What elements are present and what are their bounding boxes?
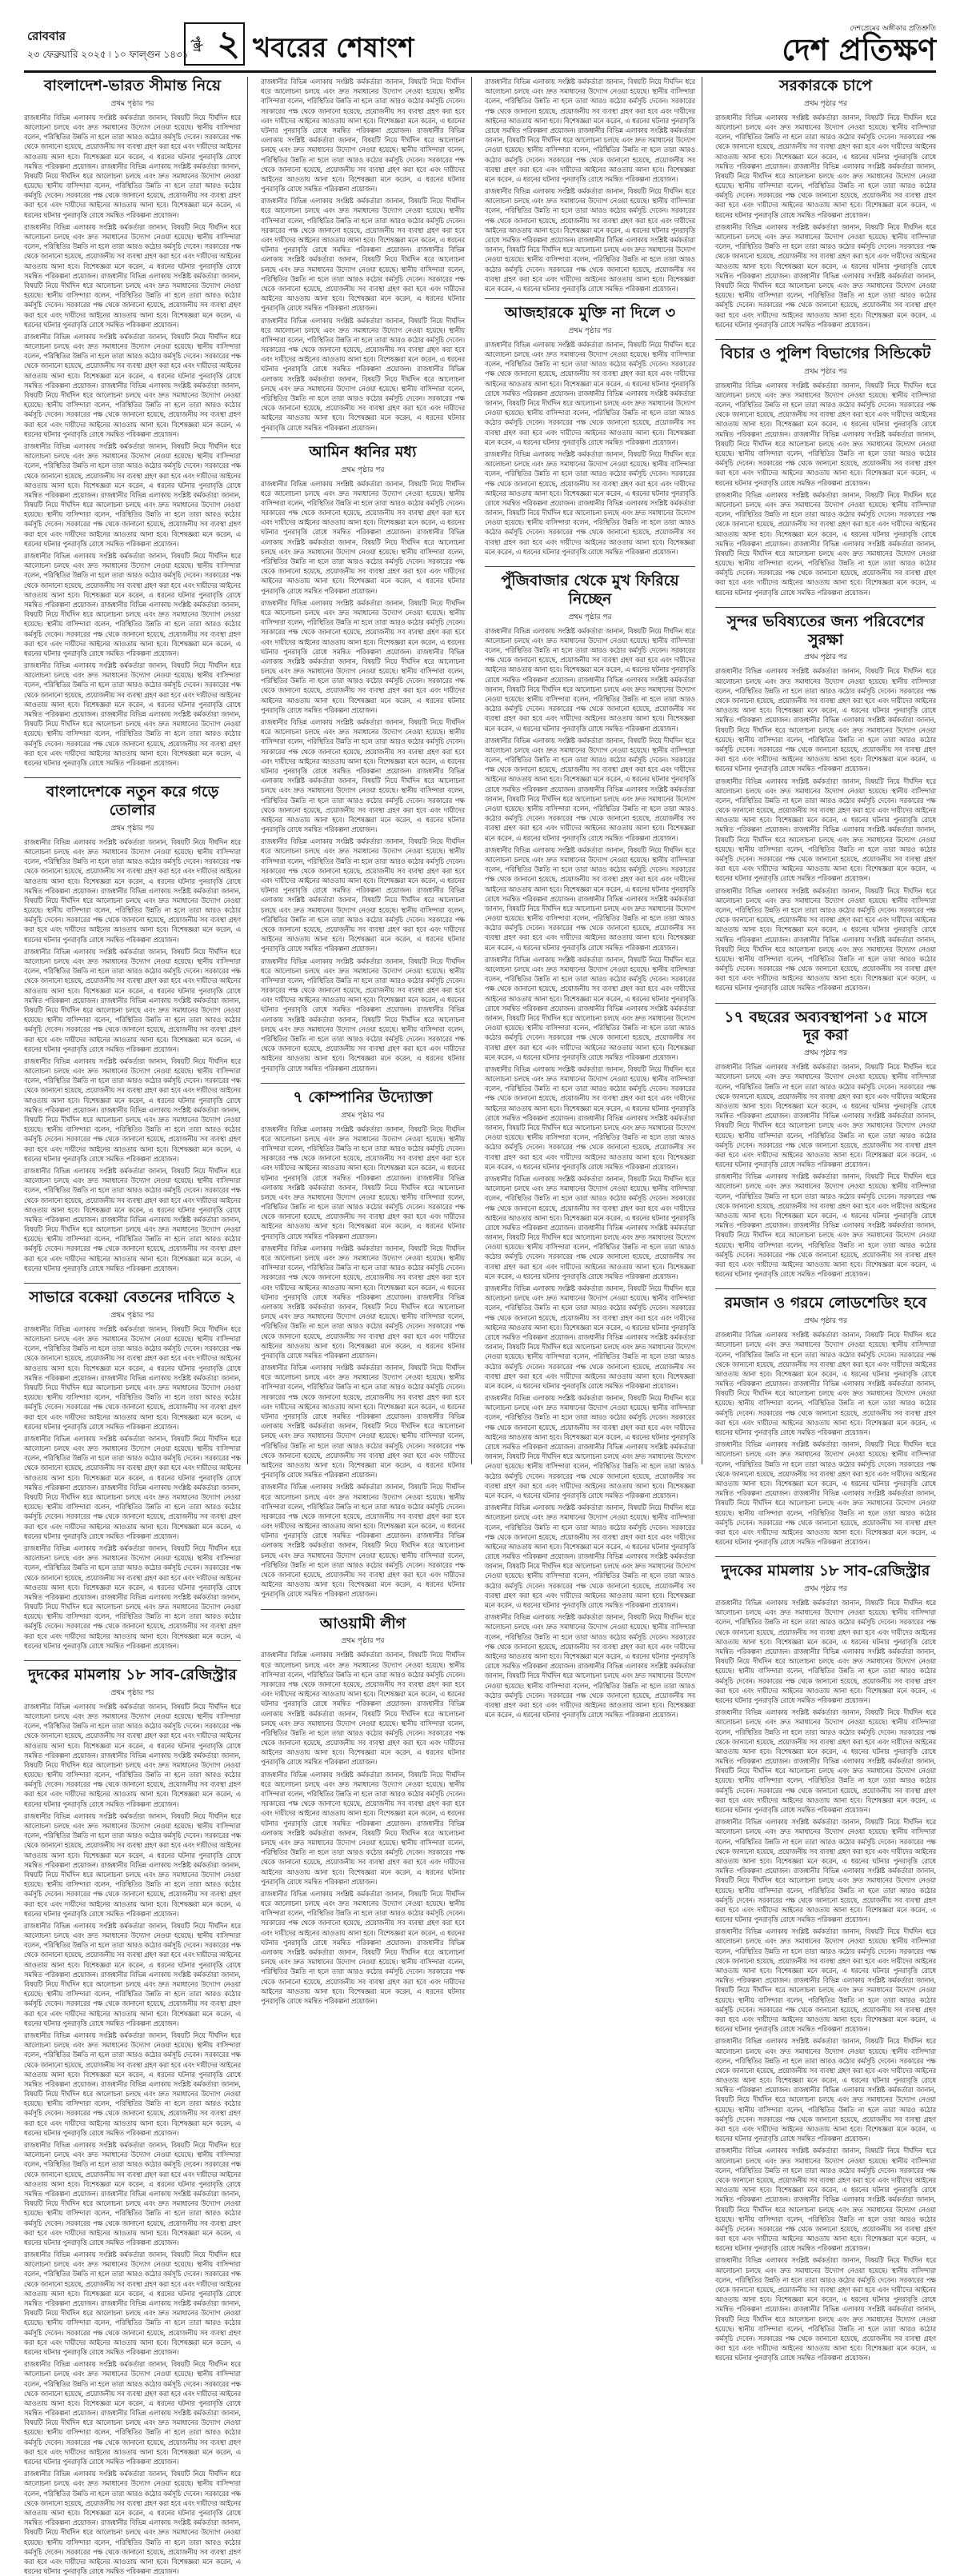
article-text: রাজধানীর বিভিন্ন এলাকায় সংশ্লিষ্ট কর্মকর্তারা জানান, বিষয়টি নিয়ে দীর্ঘদিন ধরে আলোচনা চলছে এবং দ্রুত সমাধানের উদ্যোগ নেওয়া হয়েছে। স্থানীয় বাসিন্দারা বলেন, পরিস্থিতির উন্নতি না হলে তারা আরও কঠোর কর্মসূচি দেবেন। সরকারের পক্ষ থেকে জানানো হয়েছে, প্রয়োজনীয় সব ব্যবস্থা গ্রহণ করা হবে এবং দায়ীদের আইনের আওতায় আনা হবে। বিশেষজ্ঞরা মনে করেন, এ ধরনের ঘটনার পুনরাবৃত্তি রোধে সমন্বিত পরিকল্পনা প্রয়োজন। রাজধানীর বিভিন্ন এলাকায় সংশ্লিষ্ট কর্মকর্তারা জানান, বিষয়টি নিয়ে দীর্ঘদিন ধরে আলোচনা চলছে এবং দ্রুত সমাধানের উদ্যোগ নেওয়া হয়েছে। স্থানীয় বাসিন্দারা বলেন, পরিস্থিতির উন্নতি না হলে তারা আরও কঠোর কর্মসূচি দেবেন। সরকারের পক্ষ থেকে জানানো হয়েছে, প্রয়োজনীয় সব ব্যবস্থা গ্রহণ করা হবে এবং দায়ীদের আইনের আওতায় আনা হবে। বিশেষজ্ঞরা মনে করেন, এ ধরনের ঘটনার পুনরাবৃত্তি রোধে সমন্বিত পরিকল্পনা প্রয়োজন।: [715, 667, 936, 773]
article-text: রাজধানীর বিভিন্ন এলাকায় সংশ্লিষ্ট কর্মকর্তারা জানান, বিষয়টি নিয়ে দীর্ঘদিন ধরে আলোচনা চলছে এবং দ্রুত সমাধানের উদ্যোগ নেওয়া হয়েছে। স্থানীয় বাসিন্দারা বলেন, পরিস্থিতির উন্নতি না হলে তারা আরও কঠোর কর্মসূচি দেবেন। সরকারের পক্ষ থেকে জানানো হয়েছে, প্রয়োজনীয় সব ব্যবস্থা গ্রহণ করা হবে এবং দায়ীদের আইনের আওতায় আনা হবে। বিশেষজ্ঞরা মনে করেন, এ ধরনের ঘটনার পুনরাবৃত্তি রোধে সমন্বিত পরিকল্পনা প্রয়োজন। রাজধানীর বিভিন্ন এলাকায় সংশ্লিষ্ট কর্মকর্তারা জানান, বিষয়টি নিয়ে দীর্ঘদিন ধরে আলোচনা চলছে এবং দ্রুত সমাধানের উদ্যোগ নেওয়া হয়েছে। স্থানীয় বাসিন্দারা বলেন, পরিস্থিতির উন্নতি না হলে তারা আরও কঠোর কর্মসূচি দেবেন। সরকারের পক্ষ থেকে জানানো হয়েছে, প্রয়োজনীয় সব ব্যবস্থা গ্রহণ করা হবে এবং দায়ীদের আইনের আওতায় আনা হবে। বিশেষজ্ঞরা মনে করেন, এ ধরনের ঘটনার পুনরাবৃত্তি রোধে সমন্বিত পরিকল্পনা প্রয়োজন।: [24, 837, 241, 944]
article-text: রাজধানীর বিভিন্ন এলাকায় সংশ্লিষ্ট কর্মকর্তারা জানান, বিষয়টি নিয়ে দীর্ঘদিন ধরে আলোচনা চলছে এবং দ্রুত সমাধানের উদ্যোগ নেওয়া হয়েছে। স্থানীয় বাসিন্দারা বলেন, পরিস্থিতির উন্নতি না হলে তারা আরও কঠোর কর্মসূচি দেবেন। সরকারের পক্ষ থেকে জানানো হয়েছে, প্রয়োজনীয় সব ব্যবস্থা গ্রহণ করা হবে এবং দায়ীদের আইনের আওতায় আনা হবে। বিশেষজ্ঞরা মনে করেন, এ ধরনের ঘটনার পুনরাবৃত্তি রোধে সমন্বিত পরিকল্পনা প্রয়োজন। রাজধানীর বিভিন্ন এলাকায় সংশ্লিষ্ট কর্মকর্তারা জানান, বিষয়টি নিয়ে দীর্ঘদিন ধরে আলোচনা চলছে এবং দ্রুত সমাধানের উদ্যোগ নেওয়া হয়েছে। স্থানীয় বাসিন্দারা বলেন, পরিস্থিতির উন্নতি না হলে তারা আরও কঠোর কর্মসূচি দেবেন। সরকারের পক্ষ থেকে জানানো হয়েছে, প্রয়োজনীয় সব ব্যবস্থা গ্রহণ করা হবে এবং দায়ীদের আইনের আওতায় আনা হবে। বিশেষজ্ঞরা মনে করেন, এ ধরনের ঘটনার পুনরাবৃত্তি রোধে সমন্বিত পরিকল্পনা প্রয়োজন।: [485, 340, 695, 446]
issue-date: ২৩ ফেব্রুয়ারি ২০২৫ ৷ ১০ ফাল্গুন ১৪৩১: [27, 49, 189, 60]
article-text: রাজধানীর বিভিন্ন এলাকায় সংশ্লিষ্ট কর্মকর্তারা জানান, বিষয়টি নিয়ে দীর্ঘদিন ধরে আলোচনা চলছে এবং দ্রুত সমাধানের উদ্যোগ নেওয়া হয়েছে। স্থানীয় বাসিন্দারা বলেন, পরিস্থিতির উন্নতি না হলে তারা আরও কঠোর কর্মসূচি দেবেন। সরকারের পক্ষ থেকে জানানো হয়েছে, প্রয়োজনীয় সব ব্যবস্থা গ্রহণ করা হবে এবং দায়ীদের আইনের আওতায় আনা হবে। বিশেষজ্ঞরা মনে করেন, এ ধরনের ঘটনার পুনরাবৃত্তি রোধে সমন্বিত পরিকল্পনা প্রয়োজন। রাজধানীর বিভিন্ন এলাকায় সংশ্লিষ্ট কর্মকর্তারা জানান, বিষয়টি নিয়ে দীর্ঘদিন ধরে আলোচনা চলছে এবং দ্রুত সমাধানের উদ্যোগ নেওয়া হয়েছে। স্থানীয় বাসিন্দারা বলেন, পরিস্থিতির উন্নতি না হলে তারা আরও কঠোর কর্মসূচি দেবেন। সরকারের পক্ষ থেকে জানানো হয়েছে, প্রয়োজনীয় সব ব্যবস্থা গ্রহণ করা হবে এবং দায়ীদের আইনের আওতায় আনা হবে। বিশেষজ্ঞরা মনে করেন, এ ধরনের ঘটনার পুনরাবৃত্তি রোধে সমন্বিত পরিকল্পনা প্রয়োজন।: [261, 718, 465, 834]
article-text: রাজধানীর বিভিন্ন এলাকায় সংশ্লিষ্ট কর্মকর্তারা জানান, বিষয়টি নিয়ে দীর্ঘদিন ধরে আলোচনা চলছে এবং দ্রুত সমাধানের উদ্যোগ নেওয়া হয়েছে। স্থানীয় বাসিন্দারা বলেন, পরিস্থিতির উন্নতি না হলে তারা আরও কঠোর কর্মসূচি দেবেন। সরকারের পক্ষ থেকে জানানো হয়েছে, প্রয়োজনীয় সব ব্যবস্থা গ্রহণ করা হবে এবং দায়ীদের আইনের আওতায় আনা হবে। বিশেষজ্ঞরা মনে করেন, এ ধরনের ঘটনার পুনরাবৃত্তি রোধে সমন্বিত পরিকল্পনা প্রয়োজন। রাজধানীর বিভিন্ন এলাকায় সংশ্লিষ্ট কর্মকর্তারা জানান, বিষয়টি নিয়ে দীর্ঘদিন ধরে আলোচনা চলছে এবং দ্রুত সমাধানের উদ্যোগ নেওয়া হয়েছে। স্থানীয় বাসিন্দারা বলেন, পরিস্থিতির উন্নতি না হলে তারা আরও কঠোর কর্মসূচি দেবেন। সরকারের পক্ষ থেকে জানানো হয়েছে, প্রয়োজনীয় সব ব্যবস্থা গ্রহণ করা হবে এবং দায়ীদের আইনের আওতায় আনা হবে। বিশেষজ্ঞরা মনে করেন, এ ধরনের ঘটনার পুনরাবৃত্তি রোধে সমন্বিত পরিকল্পনা প্রয়োজন।: [24, 1811, 241, 1918]
article-text: রাজধানীর বিভিন্ন এলাকায় সংশ্লিষ্ট কর্মকর্তারা জানান, বিষয়টি নিয়ে দীর্ঘদিন ধরে আলোচনা চলছে এবং দ্রুত সমাধানের উদ্যোগ নেওয়া হয়েছে। স্থানীয় বাসিন্দারা বলেন, পরিস্থিতির উন্নতি না হলে তারা আরও কঠোর কর্মসূচি দেবেন। সরকারের পক্ষ থেকে জানানো হয়েছে, প্রয়োজনীয় সব ব্যবস্থা গ্রহণ করা হবে এবং দায়ীদের আইনের আওতায় আনা হবে। বিশেষজ্ঞরা মনে করেন, এ ধরনের ঘটনার পুনরাবৃত্তি রোধে সমন্বিত পরিকল্পনা প্রয়োজন। রাজধানীর বিভিন্ন এলাকায় সংশ্লিষ্ট কর্মকর্তারা জানান, বিষয়টি নিয়ে দীর্ঘদিন ধরে আলোচনা চলছে এবং দ্রুত সমাধানের উদ্যোগ নেওয়া হয়েছে। স্থানীয় বাসিন্দারা বলেন, পরিস্থিতির উন্নতি না হলে তারা আরও কঠোর কর্মসূচি দেবেন। সরকারের পক্ষ থেকে জানানো হয়েছে, প্রয়োজনীয় সব ব্যবস্থা গ্রহণ করা হবে এবং দায়ীদের আইনের আওতায় আনা হবে। বিশেষজ্ঞরা মনে করেন, এ ধরনের ঘটনার পুনরাবৃত্তি রোধে সমন্বিত পরিকল্পনা প্রয়োজন।: [261, 479, 465, 595]
article-text: রাজধানীর বিভিন্ন এলাকায় সংশ্লিষ্ট কর্মকর্তারা জানান, বিষয়টি নিয়ে দীর্ঘদিন ধরে আলোচনা চলছে এবং দ্রুত সমাধানের উদ্যোগ নেওয়া হয়েছে। স্থানীয় বাসিন্দারা বলেন, পরিস্থিতির উন্নতি না হলে তারা আরও কঠোর কর্মসূচি দেবেন। সরকারের পক্ষ থেকে জানানো হয়েছে, প্রয়োজনীয় সব ব্যবস্থা গ্রহণ করা হবে এবং দায়ীদের আইনের আওতায় আনা হবে। বিশেষজ্ঞরা মনে করেন, এ ধরনের ঘটনার পুনরাবৃত্তি রোধে সমন্বিত পরিকল্পনা প্রয়োজন। রাজধানীর বিভিন্ন এলাকায় সংশ্লিষ্ট কর্মকর্তারা জানান, বিষয়টি নিয়ে দীর্ঘদিন ধরে আলোচনা চলছে এবং দ্রুত সমাধানের উদ্যোগ নেওয়া হয়েছে। স্থানীয় বাসিন্দারা বলেন, পরিস্থিতির উন্নতি না হলে তারা আরও কঠোর কর্মসূচি দেবেন। সরকারের পক্ষ থেকে জানানো হয়েছে, প্রয়োজনীয় সব ব্যবস্থা গ্রহণ করা হবে এবং দায়ীদের আইনের আওতায় আনা হবে। বিশেষজ্ঞরা মনে করেন, এ ধরনের ঘটনার পুনরাবৃত্তি রোধে সমন্বিত পরিকল্পনা প্রয়োজন।: [24, 2031, 241, 2137]
article-text: রাজধানীর বিভিন্ন এলাকায় সংশ্লিষ্ট কর্মকর্তারা জানান, বিষয়টি নিয়ে দীর্ঘদিন ধরে আলোচনা চলছে এবং দ্রুত সমাধানের উদ্যোগ নেওয়া হয়েছে। স্থানীয় বাসিন্দারা বলেন, পরিস্থিতির উন্নতি না হলে তারা আরও কঠোর কর্মসূচি দেবেন। সরকারের পক্ষ থেকে জানানো হয়েছে, প্রয়োজনীয় সব ব্যবস্থা গ্রহণ করা হবে এবং দায়ীদের আইনের আওতায় আনা হবে। বিশেষজ্ঞরা মনে করেন, এ ধরনের ঘটনার পুনরাবৃত্তি রোধে সমন্বিত পরিকল্পনা প্রয়োজন। রাজধানীর বিভিন্ন এলাকায় সংশ্লিষ্ট কর্মকর্তারা জানান, বিষয়টি নিয়ে দীর্ঘদিন ধরে আলোচনা চলছে এবং দ্রুত সমাধানের উদ্যোগ নেওয়া হয়েছে। স্থানীয় বাসিন্দারা বলেন, পরিস্থিতির উন্নতি না হলে তারা আরও কঠোর কর্মসূচি দেবেন। সরকারের পক্ষ থেকে জানানো হয়েছে, প্রয়োজনীয় সব ব্যবস্থা গ্রহণ করা হবে এবং দায়ীদের আইনের আওতায় আনা হবে। বিশেষজ্ঞরা মনে করেন, এ ধরনের ঘটনার পুনরাবৃত্তি রোধে সমন্বিত পরিকল্পনা প্রয়োজন।: [715, 1440, 936, 1547]
article-text: রাজধানীর বিভিন্ন এলাকায় সংশ্লিষ্ট কর্মকর্তারা জানান, বিষয়টি নিয়ে দীর্ঘদিন ধরে আলোচনা চলছে এবং দ্রুত সমাধানের উদ্যোগ নেওয়া হয়েছে। স্থানীয় বাসিন্দারা বলেন, পরিস্থিতির উন্নতি না হলে তারা আরও কঠোর কর্মসূচি দেবেন। সরকারের পক্ষ থেকে জানানো হয়েছে, প্রয়োজনীয় সব ব্যবস্থা গ্রহণ করা হবে এবং দায়ীদের আইনের আওতায় আনা হবে। বিশেষজ্ঞরা মনে করেন, এ ধরনের ঘটনার পুনরাবৃত্তি রোধে সমন্বিত পরিকল্পনা প্রয়োজন। রাজধানীর বিভিন্ন এলাকায় সংশ্লিষ্ট কর্মকর্তারা জানান, বিষয়টি নিয়ে দীর্ঘদিন ধরে আলোচনা চলছে এবং দ্রুত সমাধানের উদ্যোগ নেওয়া হয়েছে। স্থানীয় বাসিন্দারা বলেন, পরিস্থিতির উন্নতি না হলে তারা আরও কঠোর কর্মসূচি দেবেন। সরকারের পক্ষ থেকে জানানো হয়েছে, প্রয়োজনীয় সব ব্যবস্থা গ্রহণ করা হবে এবং দায়ীদের আইনের আওতায় আনা হবে। বিশেষজ্ঞরা মনে করেন, এ ধরনের ঘটনার পুনরাবৃত্তি রোধে সমন্বিত পরিকল্পনা প্রয়োজন।: [261, 1651, 465, 1767]
article-rebuild: [24, 783, 241, 1273]
article-text: রাজধানীর বিভিন্ন এলাকায় সংশ্লিষ্ট কর্মকর্তারা জানান, বিষয়টি নিয়ে দীর্ঘদিন ধরে আলোচনা চলছে এবং দ্রুত সমাধানের উদ্যোগ নেওয়া হয়েছে। স্থানীয় বাসিন্দারা বলেন, পরিস্থিতির উন্নতি না হলে তারা আরও কঠোর কর্মসূচি দেবেন। সরকারের পক্ষ থেকে জানানো হয়েছে, প্রয়োজনীয় সব ব্যবস্থা গ্রহণ করা হবে এবং দায়ীদের আইনের আওতায় আনা হবে। বিশেষজ্ঞরা মনে করেন, এ ধরনের ঘটনার পুনরাবৃত্তি রোধে সমন্বিত পরিকল্পনা প্রয়োজন। রাজধানীর বিভিন্ন এলাকায় সংশ্লিষ্ট কর্মকর্তারা জানান, বিষয়টি নিয়ে দীর্ঘদিন ধরে আলোচনা চলছে এবং দ্রুত সমাধানের উদ্যোগ নেওয়া হয়েছে। স্থানীয় বাসিন্দারা বলেন, পরিস্থিতির উন্নতি না হলে তারা আরও কঠোর কর্মসূচি দেবেন। সরকারের পক্ষ থেকে জানানো হয়েছে, প্রয়োজনীয় সব ব্যবস্থা গ্রহণ করা হবে এবং দায়ীদের আইনের আওতায় আনা হবে। বিশেষজ্ঞরা মনে করেন, এ ধরনের ঘটনার পুনরাবৃত্তি রোধে সমন্বিত পরিকল্পনা প্রয়োজন।: [715, 1172, 936, 1279]
brand-logo: দেশ প্রতিক্ষণ: [782, 32, 936, 67]
article-text: রাজধানীর বিভিন্ন এলাকায় সংশ্লিষ্ট কর্মকর্তারা জানান, বিষয়টি নিয়ে দীর্ঘদিন ধরে আলোচনা চলছে এবং দ্রুত সমাধানের উদ্যোগ নেওয়া হয়েছে। স্থানীয় বাসিন্দারা বলেন, পরিস্থিতির উন্নতি না হলে তারা আরও কঠোর কর্মসূচি দেবেন। সরকারের পক্ষ থেকে জানানো হয়েছে, প্রয়োজনীয় সব ব্যবস্থা গ্রহণ করা হবে এবং দায়ীদের আইনের আওতায় আনা হবে। বিশেষজ্ঞরা মনে করেন, এ ধরনের ঘটনার পুনরাবৃত্তি রোধে সমন্বিত পরিকল্পনা প্রয়োজন। রাজধানীর বিভিন্ন এলাকায় সংশ্লিষ্ট কর্মকর্তারা জানান, বিষয়টি নিয়ে দীর্ঘদিন ধরে আলোচনা চলছে এবং দ্রুত সমাধানের উদ্যোগ নেওয়া হয়েছে। স্থানীয় বাসিন্দারা বলেন, পরিস্থিতির উন্নতি না হলে তারা আরও কঠোর কর্মসূচি দেবেন। সরকারের পক্ষ থেকে জানানো হয়েছে, প্রয়োজনীয় সব ব্যবস্থা গ্রহণ করা হবে এবং দায়ীদের আইনের আওতায় আনা হবে। বিশেষজ্ঞরা মনে করেন, এ ধরনের ঘটনার পুনরাবৃত্তি রোধে সমন্বিত পরিকল্পনা প্রয়োজন।: [485, 449, 695, 556]
issue-day: রোববার: [27, 29, 66, 43]
article-text: রাজধানীর বিভিন্ন এলাকায় সংশ্লিষ্ট কর্মকর্তারা জানান, বিষয়টি নিয়ে দীর্ঘদিন ধরে আলোচনা চলছে এবং দ্রুত সমাধানের উদ্যোগ নেওয়া হয়েছে। স্থানীয় বাসিন্দারা বলেন, পরিস্থিতির উন্নতি না হলে তারা আরও কঠোর কর্মসূচি দেবেন। সরকারের পক্ষ থেকে জানানো হয়েছে, প্রয়োজনীয় সব ব্যবস্থা গ্রহণ করা হবে এবং দায়ীদের আইনের আওতায় আনা হবে। বিশেষজ্ঞরা মনে করেন, এ ধরনের ঘটনার পুনরাবৃত্তি রোধে সমন্বিত পরিকল্পনা প্রয়োজন। রাজধানীর বিভিন্ন এলাকায় সংশ্লিষ্ট কর্মকর্তারা জানান, বিষয়টি নিয়ে দীর্ঘদিন ধরে আলোচনা চলছে এবং দ্রুত সমাধানের উদ্যোগ নেওয়া হয়েছে। স্থানীয় বাসিন্দারা বলেন, পরিস্থিতির উন্নতি না হলে তারা আরও কঠোর কর্মসূচি দেবেন। সরকারের পক্ষ থেকে জানানো হয়েছে, প্রয়োজনীয় সব ব্যবস্থা গ্রহণ করা হবে এবং দায়ীদের আইনের আওতায় আনা হবে। বিশেষজ্ঞরা মনে করেন, এ ধরনের ঘটনার পুনরাবৃত্তি রোধে সমন্বিত পরিকল্পনা প্রয়োজন।: [485, 1613, 695, 1719]
article-text: রাজধানীর বিভিন্ন এলাকায় সংশ্লিষ্ট কর্মকর্তারা জানান, বিষয়টি নিয়ে দীর্ঘদিন ধরে আলোচনা চলছে এবং দ্রুত সমাধানের উদ্যোগ নেওয়া হয়েছে। স্থানীয় বাসিন্দারা বলেন, পরিস্থিতির উন্নতি না হলে তারা আরও কঠোর কর্মসূচি দেবেন। সরকারের পক্ষ থেকে জানানো হয়েছে, প্রয়োজনীয় সব ব্যবস্থা গ্রহণ করা হবে এবং দায়ীদের আইনের আওতায় আনা হবে। বিশেষজ্ঞরা মনে করেন, এ ধরনের ঘটনার পুনরাবৃত্তি রোধে সমন্বিত পরিকল্পনা প্রয়োজন। রাজধানীর বিভিন্ন এলাকায় সংশ্লিষ্ট কর্মকর্তারা জানান, বিষয়টি নিয়ে দীর্ঘদিন ধরে আলোচনা চলছে এবং দ্রুত সমাধানের উদ্যোগ নেওয়া হয়েছে। স্থানীয় বাসিন্দারা বলেন, পরিস্থিতির উন্নতি না হলে তারা আরও কঠোর কর্মসূচি দেবেন। সরকারের পক্ষ থেকে জানানো হয়েছে, প্রয়োজনীয় সব ব্যবস্থা গ্রহণ করা হবে এবং দায়ীদের আইনের আওতায় আনা হবে। বিশেষজ্ঞরা মনে করেন, এ ধরনের ঘটনার পুনরাবৃত্তি রোধে সমন্বিত পরিকল্পনা প্রয়োজন।: [24, 2141, 241, 2247]
continued-label: প্রথম পৃষ্ঠার পর: [804, 99, 847, 108]
article-text: রাজধানীর বিভিন্ন এলাকায় সংশ্লিষ্ট কর্মকর্তারা জানান, বিষয়টি নিয়ে দীর্ঘদিন ধরে আলোচনা চলছে এবং দ্রুত সমাধানের উদ্যোগ নেওয়া হয়েছে। স্থানীয় বাসিন্দারা বলেন, পরিস্থিতির উন্নতি না হলে তারা আরও কঠোর কর্মসূচি দেবেন। সরকারের পক্ষ থেকে জানানো হয়েছে, প্রয়োজনীয় সব ব্যবস্থা গ্রহণ করা হবে এবং দায়ীদের আইনের আওতায় আনা হবে। বিশেষজ্ঞরা মনে করেন, এ ধরনের ঘটনার পুনরাবৃত্তি রোধে সমন্বিত পরিকল্পনা প্রয়োজন। রাজধানীর বিভিন্ন এলাকায় সংশ্লিষ্ট কর্মকর্তারা জানান, বিষয়টি নিয়ে দীর্ঘদিন ধরে আলোচনা চলছে এবং দ্রুত সমাধানের উদ্যোগ নেওয়া হয়েছে। স্থানীয় বাসিন্দারা বলেন, পরিস্থিতির উন্নতি না হলে তারা আরও কঠোর কর্মসূচি দেবেন। সরকারের পক্ষ থেকে জানানো হয়েছে, প্রয়োজনীয় সব ব্যবস্থা গ্রহণ করা হবে এবং দায়ীদের আইনের আওতায় আনা হবে। বিশেষজ্ঞরা মনে করেন, এ ধরনের ঘটনার পুনরাবৃত্তি রোধে সমন্বিত পরিকল্পনা প্রয়োজন।: [715, 2037, 936, 2143]
newspaper-brand: [782, 22, 936, 65]
continued-label: প্রথম পৃষ্ঠার পর: [110, 1311, 154, 1320]
headline-debt: ১৭ বছরের অব্যবস্থাপনা ১৫ মাসে দূর করা: [724, 1008, 927, 1044]
article-govt-pressure: [715, 77, 936, 329]
headline-govt-pressure: সরকারকে চাপে: [778, 77, 873, 94]
article-text: রাজধানীর বিভিন্ন এলাকায় সংশ্লিষ্ট কর্মকর্তারা জানান, বিষয়টি নিয়ে দীর্ঘদিন ধরে আলোচনা চলছে এবং দ্রুত সমাধানের উদ্যোগ নেওয়া হয়েছে। স্থানীয় বাসিন্দারা বলেন, পরিস্থিতির উন্নতি না হলে তারা আরও কঠোর কর্মসূচি দেবেন। সরকারের পক্ষ থেকে জানানো হয়েছে, প্রয়োজনীয় সব ব্যবস্থা গ্রহণ করা হবে এবং দায়ীদের আইনের আওতায় আনা হবে। বিশেষজ্ঞরা মনে করেন, এ ধরনের ঘটনার পুনরাবৃত্তি রোধে সমন্বিত পরিকল্পনা প্রয়োজন। রাজধানীর বিভিন্ন এলাকায় সংশ্লিষ্ট কর্মকর্তারা জানান, বিষয়টি নিয়ে দীর্ঘদিন ধরে আলোচনা চলছে এবং দ্রুত সমাধানের উদ্যোগ নেওয়া হয়েছে। স্থানীয় বাসিন্দারা বলেন, পরিস্থিতির উন্নতি না হলে তারা আরও কঠোর কর্মসূচি দেবেন। সরকারের পক্ষ থেকে জানানো হয়েছে, প্রয়োজনীয় সব ব্যবস্থা গ্রহণ করা হবে এবং দায়ীদের আইনের আওতায় আনা হবে। বিশেষজ্ঞরা মনে করেন, এ ধরনের ঘটনার পুনরাবৃত্তি রোধে সমন্বিত পরিকল্পনা প্রয়োজন।: [261, 1364, 465, 1480]
continued-label: প্রথম পৃষ্ঠার পর: [804, 1049, 847, 1058]
headline-capital-market: পুঁজিবাজার থেকে মুখ ফিরিয়ে নিচ্ছেন: [501, 572, 679, 608]
article-text: রাজধানীর বিভিন্ন এলাকায় সংশ্লিষ্ট কর্মকর্তারা জানান, বিষয়টি নিয়ে দীর্ঘদিন ধরে আলোচনা চলছে এবং দ্রুত সমাধানের উদ্যোগ নেওয়া হয়েছে। স্থানীয় বাসিন্দারা বলেন, পরিস্থিতির উন্নতি না হলে তারা আরও কঠোর কর্মসূচি দেবেন। সরকারের পক্ষ থেকে জানানো হয়েছে, প্রয়োজনীয় সব ব্যবস্থা গ্রহণ করা হবে এবং দায়ীদের আইনের আওতায় আনা হবে। বিশেষজ্ঞরা মনে করেন, এ ধরনের ঘটনার পুনরাবৃত্তি রোধে সমন্বিত পরিকল্পনা প্রয়োজন। রাজধানীর বিভিন্ন এলাকায় সংশ্লিষ্ট কর্মকর্তারা জানান, বিষয়টি নিয়ে দীর্ঘদিন ধরে আলোচনা চলছে এবং দ্রুত সমাধানের উদ্যোগ নেওয়া হয়েছে। স্থানীয় বাসিন্দারা বলেন, পরিস্থিতির উন্নতি না হলে তারা আরও কঠোর কর্মসূচি দেবেন। সরকারের পক্ষ থেকে জানানো হয়েছে, প্রয়োজনীয় সব ব্যবস্থা গ্রহণ করা হবে এবং দায়ীদের আইনের আওতায় আনা হবে। বিশেষজ্ঞরা মনে করেন, এ ধরনের ঘটনার পুনরাবৃত্তি রোধে সমন্বিত পরিকল্পনা প্রয়োজন।: [715, 1708, 936, 1814]
article-text: রাজধানীর বিভিন্ন এলাকায় সংশ্লিষ্ট কর্মকর্তারা জানান, বিষয়টি নিয়ে দীর্ঘদিন ধরে আলোচনা চলছে এবং দ্রুত সমাধানের উদ্যোগ নেওয়া হয়েছে। স্থানীয় বাসিন্দারা বলেন, পরিস্থিতির উন্নতি না হলে তারা আরও কঠোর কর্মসূচি দেবেন। সরকারের পক্ষ থেকে জানানো হয়েছে, প্রয়োজনীয় সব ব্যবস্থা গ্রহণ করা হবে এবং দায়ীদের আইনের আওতায় আনা হবে। বিশেষজ্ঞরা মনে করেন, এ ধরনের ঘটনার পুনরাবৃত্তি রোধে সমন্বিত পরিকল্পনা প্রয়োজন। রাজধানীর বিভিন্ন এলাকায় সংশ্লিষ্ট কর্মকর্তারা জানান, বিষয়টি নিয়ে দীর্ঘদিন ধরে আলোচনা চলছে এবং দ্রুত সমাধানের উদ্যোগ নেওয়া হয়েছে। স্থানীয় বাসিন্দারা বলেন, পরিস্থিতির উন্নতি না হলে তারা আরও কঠোর কর্মসূচি দেবেন। সরকারের পক্ষ থেকে জানানো হয়েছে, প্রয়োজনীয় সব ব্যবস্থা গ্রহণ করা হবে এবং দায়ীদের আইনের আওতায় আনা হবে। বিশেষজ্ঞরা মনে করেন, এ ধরনের ঘটনার পুনরাবৃত্তি রোধে সমন্বিত পরিকল্পনা প্রয়োজন।: [261, 1244, 465, 1360]
article-awami-league: [261, 1615, 465, 2007]
page-number-box: [184, 22, 245, 66]
article-text: রাজধানীর বিভিন্ন এলাকায় সংশ্লিষ্ট কর্মকর্তারা জানান, বিষয়টি নিয়ে দীর্ঘদিন ধরে আলোচনা চলছে এবং দ্রুত সমাধানের উদ্যোগ নেওয়া হয়েছে। স্থানীয় বাসিন্দারা বলেন, পরিস্থিতির উন্নতি না হলে তারা আরও কঠোর কর্মসূচি দেবেন। সরকারের পক্ষ থেকে জানানো হয়েছে, প্রয়োজনীয় সব ব্যবস্থা গ্রহণ করা হবে এবং দায়ীদের আইনের আওতায় আনা হবে। বিশেষজ্ঞরা মনে করেন, এ ধরনের ঘটনার পুনরাবৃত্তি রোধে সমন্বিত পরিকল্পনা প্রয়োজন। রাজধানীর বিভিন্ন এলাকায় সংশ্লিষ্ট কর্মকর্তারা জানান, বিষয়টি নিয়ে দীর্ঘদিন ধরে আলোচনা চলছে এবং দ্রুত সমাধানের উদ্যোগ নেওয়া হয়েছে। স্থানীয় বাসিন্দারা বলেন, পরিস্থিতির উন্নতি না হলে তারা আরও কঠোর কর্মসূচি দেবেন। সরকারের পক্ষ থেকে জানানো হয়েছে, প্রয়োজনীয় সব ব্যবস্থা গ্রহণ করা হবে এবং দায়ীদের আইনের আওতায় আনা হবে। বিশেষজ্ঞরা মনে করেন, এ ধরনের ঘটনার পুনরাবৃত্তি রোধে সমন্বিত পরিকল্পনা প্রয়োজন।: [261, 957, 465, 1072]
article-savar: [24, 1288, 241, 1651]
article-text: রাজধানীর বিভিন্ন এলাকায় সংশ্লিষ্ট কর্মকর্তারা জানান, বিষয়টি নিয়ে দীর্ঘদিন ধরে আলোচনা চলছে এবং দ্রুত সমাধানের উদ্যোগ নেওয়া হয়েছে। স্থানীয় বাসিন্দারা বলেন, পরিস্থিতির উন্নতি না হলে তারা আরও কঠোর কর্মসূচি দেবেন। সরকারের পক্ষ থেকে জানানো হয়েছে, প্রয়োজনীয় সব ব্যবস্থা গ্রহণ করা হবে এবং দায়ীদের আইনের আওতায় আনা হবে। বিশেষজ্ঞরা মনে করেন, এ ধরনের ঘটনার পুনরাবৃত্তি রোধে সমন্বিত পরিকল্পনা প্রয়োজন। রাজধানীর বিভিন্ন এলাকায় সংশ্লিষ্ট কর্মকর্তারা জানান, বিষয়টি নিয়ে দীর্ঘদিন ধরে আলোচনা চলছে এবং দ্রুত সমাধানের উদ্যোগ নেওয়া হয়েছে। স্থানীয় বাসিন্দারা বলেন, পরিস্থিতির উন্নতি না হলে তারা আরও কঠোর কর্মসূচি দেবেন। সরকারের পক্ষ থেকে জানানো হয়েছে, প্রয়োজনীয় সব ব্যবস্থা গ্রহণ করা হবে এবং দায়ীদের আইনের আওতায় আনা হবে। বিশেষজ্ঞরা মনে করেন, এ ধরনের ঘটনার পুনরাবৃত্তি রোধে সমন্বিত পরিকল্পনা প্রয়োজন।: [24, 947, 241, 1053]
article-text: রাজধানীর বিভিন্ন এলাকায় সংশ্লিষ্ট কর্মকর্তারা জানান, বিষয়টি নিয়ে দীর্ঘদিন ধরে আলোচনা চলছে এবং দ্রুত সমাধানের উদ্যোগ নেওয়া হয়েছে। স্থানীয় বাসিন্দারা বলেন, পরিস্থিতির উন্নতি না হলে তারা আরও কঠোর কর্মসূচি দেবেন। সরকারের পক্ষ থেকে জানানো হয়েছে, প্রয়োজনীয় সব ব্যবস্থা গ্রহণ করা হবে এবং দায়ীদের আইনের আওতায় আনা হবে। বিশেষজ্ঞরা মনে করেন, এ ধরনের ঘটনার পুনরাবৃত্তি রোধে সমন্বিত পরিকল্পনা প্রয়োজন। রাজধানীর বিভিন্ন এলাকায় সংশ্লিষ্ট কর্মকর্তারা জানান, বিষয়টি নিয়ে দীর্ঘদিন ধরে আলোচনা চলছে এবং দ্রুত সমাধানের উদ্যোগ নেওয়া হয়েছে। স্থানীয় বাসিন্দারা বলেন, পরিস্থিতির উন্নতি না হলে তারা আরও কঠোর কর্মসূচি দেবেন। সরকারের পক্ষ থেকে জানানো হয়েছে, প্রয়োজনীয় সব ব্যবস্থা গ্রহণ করা হবে এবং দায়ীদের আইনের আওতায় আনা হবে। বিশেষজ্ঞরা মনে করেন, এ ধরনের ঘটনার পুনরাবৃত্তি রোধে সমন্বিত পরিকল্পনা প্রয়োজন।: [715, 381, 936, 487]
article-text: রাজধানীর বিভিন্ন এলাকায় সংশ্লিষ্ট কর্মকর্তারা জানান, বিষয়টি নিয়ে দীর্ঘদিন ধরে আলোচনা চলছে এবং দ্রুত সমাধানের উদ্যোগ নেওয়া হয়েছে। স্থানীয় বাসিন্দারা বলেন, পরিস্থিতির উন্নতি না হলে তারা আরও কঠোর কর্মসূচি দেবেন। সরকারের পক্ষ থেকে জানানো হয়েছে, প্রয়োজনীয় সব ব্যবস্থা গ্রহণ করা হবে এবং দায়ীদের আইনের আওতায় আনা হবে। বিশেষজ্ঞরা মনে করেন, এ ধরনের ঘটনার পুনরাবৃত্তি রোধে সমন্বিত পরিকল্পনা প্রয়োজন। রাজধানীর বিভিন্ন এলাকায় সংশ্লিষ্ট কর্মকর্তারা জানান, বিষয়টি নিয়ে দীর্ঘদিন ধরে আলোচনা চলছে এবং দ্রুত সমাধানের উদ্যোগ নেওয়া হয়েছে। স্থানীয় বাসিন্দারা বলেন, পরিস্থিতির উন্নতি না হলে তারা আরও কঠোর কর্মসূচি দেবেন। সরকারের পক্ষ থেকে জানানো হয়েছে, প্রয়োজনীয় সব ব্যবস্থা গ্রহণ করা হবে এবং দায়ীদের আইনের আওতায় আনা হবে। বিশেষজ্ঞরা মনে করেন, এ ধরনের ঘটনার পুনরাবৃত্তি রোধে সমন্বিত পরিকল্পনা প্রয়োজন।: [24, 1324, 241, 1431]
headline-syndicate: বিচার ও পুলিশ বিভাগের সিন্ডিকেট: [720, 344, 931, 362]
article-text: রাজধানীর বিভিন্ন এলাকায় সংশ্লিষ্ট কর্মকর্তারা জানান, বিষয়টি নিয়ে দীর্ঘদিন ধরে আলোচনা চলছে এবং দ্রুত সমাধানের উদ্যোগ নেওয়া হয়েছে। স্থানীয় বাসিন্দারা বলেন, পরিস্থিতির উন্নতি না হলে তারা আরও কঠোর কর্মসূচি দেবেন। সরকারের পক্ষ থেকে জানানো হয়েছে, প্রয়োজনীয় সব ব্যবস্থা গ্রহণ করা হবে এবং দায়ীদের আইনের আওতায় আনা হবে। বিশেষজ্ঞরা মনে করেন, এ ধরনের ঘটনার পুনরাবৃত্তি রোধে সমন্বিত পরিকল্পনা প্রয়োজন। রাজধানীর বিভিন্ন এলাকায় সংশ্লিষ্ট কর্মকর্তারা জানান, বিষয়টি নিয়ে দীর্ঘদিন ধরে আলোচনা চলছে এবং দ্রুত সমাধানের উদ্যোগ নেওয়া হয়েছে। স্থানীয় বাসিন্দারা বলেন, পরিস্থিতির উন্নতি না হলে তারা আরও কঠোর কর্মসূচি দেবেন। সরকারের পক্ষ থেকে জানানো হয়েছে, প্রয়োজনীয় সব ব্যবস্থা গ্রহণ করা হবে এবং দায়ীদের আইনের আওতায় আনা হবে। বিশেষজ্ঞরা মনে করেন, এ ধরনের ঘটনার পুনরাবৃত্তি রোধে সমন্বিত পরিকল্পনা প্রয়োজন।: [715, 1927, 936, 2034]
article-text: রাজধানীর বিভিন্ন এলাকায় সংশ্লিষ্ট কর্মকর্তারা জানান, বিষয়টি নিয়ে দীর্ঘদিন ধরে আলোচনা চলছে এবং দ্রুত সমাধানের উদ্যোগ নেওয়া হয়েছে। স্থানীয় বাসিন্দারা বলেন, পরিস্থিতির উন্নতি না হলে তারা আরও কঠোর কর্মসূচি দেবেন। সরকারের পক্ষ থেকে জানানো হয়েছে, প্রয়োজনীয় সব ব্যবস্থা গ্রহণ করা হবে এবং দায়ীদের আইনের আওতায় আনা হবে। বিশেষজ্ঞরা মনে করেন, এ ধরনের ঘটনার পুনরাবৃত্তি রোধে সমন্বিত পরিকল্পনা প্রয়োজন। রাজধানীর বিভিন্ন এলাকায় সংশ্লিষ্ট কর্মকর্তারা জানান, বিষয়টি নিয়ে দীর্ঘদিন ধরে আলোচনা চলছে এবং দ্রুত সমাধানের উদ্যোগ নেওয়া হয়েছে। স্থানীয় বাসিন্দারা বলেন, পরিস্থিতির উন্নতি না হলে তারা আরও কঠোর কর্মসূচি দেবেন। সরকারের পক্ষ থেকে জানানো হয়েছে, প্রয়োজনীয় সব ব্যবস্থা গ্রহণ করা হবে এবং দায়ীদের আইনের আওতায় আনা হবে। বিশেষজ্ঞরা মনে করেন, এ ধরনের ঘটনার পুনরাবৃত্তি রোধে সমন্বিত পরিকল্পনা প্রয়োজন।: [715, 777, 936, 883]
article-text: রাজধানীর বিভিন্ন এলাকায় সংশ্লিষ্ট কর্মকর্তারা জানান, বিষয়টি নিয়ে দীর্ঘদিন ধরে আলোচনা চলছে এবং দ্রুত সমাধানের উদ্যোগ নেওয়া হয়েছে। স্থানীয় বাসিন্দারা বলেন, পরিস্থিতির উন্নতি না হলে তারা আরও কঠোর কর্মসূচি দেবেন। সরকারের পক্ষ থেকে জানানো হয়েছে, প্রয়োজনীয় সব ব্যবস্থা গ্রহণ করা হবে এবং দায়ীদের আইনের আওতায় আনা হবে। বিশেষজ্ঞরা মনে করেন, এ ধরনের ঘটনার পুনরাবৃত্তি রোধে সমন্বিত পরিকল্পনা প্রয়োজন। রাজধানীর বিভিন্ন এলাকায় সংশ্লিষ্ট কর্মকর্তারা জানান, বিষয়টি নিয়ে দীর্ঘদিন ধরে আলোচনা চলছে এবং দ্রুত সমাধানের উদ্যোগ নেওয়া হয়েছে। স্থানীয় বাসিন্দারা বলেন, পরিস্থিতির উন্নতি না হলে তারা আরও কঠোর কর্মসূচি দেবেন। সরকারের পক্ষ থেকে জানানো হয়েছে, প্রয়োজনীয় সব ব্যবস্থা গ্রহণ করা হবে এবং দায়ীদের আইনের আওতায় আনা হবে। বিশেষজ্ঞরা মনে করেন, এ ধরনের ঘটনার পুনরাবৃত্তি রোধে সমন্বিত পরিকল্পনা প্রয়োজন।: [24, 1544, 241, 1650]
article-text: রাজধানীর বিভিন্ন এলাকায় সংশ্লিষ্ট কর্মকর্তারা জানান, বিষয়টি নিয়ে দীর্ঘদিন ধরে আলোচনা চলছে এবং দ্রুত সমাধানের উদ্যোগ নেওয়া হয়েছে। স্থানীয় বাসিন্দারা বলেন, পরিস্থিতির উন্নতি না হলে তারা আরও কঠোর কর্মসূচি দেবেন। সরকারের পক্ষ থেকে জানানো হয়েছে, প্রয়োজনীয় সব ব্যবস্থা গ্রহণ করা হবে এবং দায়ীদের আইনের আওতায় আনা হবে। বিশেষজ্ঞরা মনে করেন, এ ধরনের ঘটনার পুনরাবৃত্তি রোধে সমন্বিত পরিকল্পনা প্রয়োজন। রাজধানীর বিভিন্ন এলাকায় সংশ্লিষ্ট কর্মকর্তারা জানান, বিষয়টি নিয়ে দীর্ঘদিন ধরে আলোচনা চলছে এবং দ্রুত সমাধানের উদ্যোগ নেওয়া হয়েছে। স্থানীয় বাসিন্দারা বলেন, পরিস্থিতির উন্নতি না হলে তারা আরও কঠোর কর্মসূচি দেবেন। সরকারের পক্ষ থেকে জানানো হয়েছে, প্রয়োজনীয় সব ব্যবস্থা গ্রহণ করা হবে এবং দায়ীদের আইনের আওতায় আনা হবে। বিশেষজ্ঞরা মনে করেন, এ ধরনের ঘটনার পুনরাবৃত্তি রোধে সমন্বিত পরিকল্পনা প্রয়োজন।: [261, 316, 465, 432]
article-text: রাজধানীর বিভিন্ন এলাকায় সংশ্লিষ্ট কর্মকর্তারা জানান, বিষয়টি নিয়ে দীর্ঘদিন ধরে আলোচনা চলছে এবং দ্রুত সমাধানের উদ্যোগ নেওয়া হয়েছে। স্থানীয় বাসিন্দারা বলেন, পরিস্থিতির উন্নতি না হলে তারা আরও কঠোর কর্মসূচি দেবেন। সরকারের পক্ষ থেকে জানানো হয়েছে, প্রয়োজনীয় সব ব্যবস্থা গ্রহণ করা হবে এবং দায়ীদের আইনের আওতায় আনা হবে। বিশেষজ্ঞরা মনে করেন, এ ধরনের ঘটনার পুনরাবৃত্তি রোধে সমন্বিত পরিকল্পনা প্রয়োজন। রাজধানীর বিভিন্ন এলাকায় সংশ্লিষ্ট কর্মকর্তারা জানান, বিষয়টি নিয়ে দীর্ঘদিন ধরে আলোচনা চলছে এবং দ্রুত সমাধানের উদ্যোগ নেওয়া হয়েছে। স্থানীয় বাসিন্দারা বলেন, পরিস্থিতির উন্নতি না হলে তারা আরও কঠোর কর্মসূচি দেবেন। সরকারের পক্ষ থেকে জানানো হয়েছে, প্রয়োজনীয় সব ব্যবস্থা গ্রহণ করা হবে এবং দায়ীদের আইনের আওতায় আনা হবে। বিশেষজ্ঞরা মনে করেন, এ ধরনের ঘটনার পুনরাবৃত্তি রোধে সমন্বিত পরিকল্পনা প্রয়োজন।: [715, 1599, 936, 1704]
headline-amin-dhoni: আমিন ধ্বনির মধ্য: [309, 442, 417, 461]
article-text: রাজধানীর বিভিন্ন এলাকায় সংশ্লিষ্ট কর্মকর্তারা জানান, বিষয়টি নিয়ে দীর্ঘদিন ধরে আলোচনা চলছে এবং দ্রুত সমাধানের উদ্যোগ নেওয়া হয়েছে। স্থানীয় বাসিন্দারা বলেন, পরিস্থিতির উন্নতি না হলে তারা আরও কঠোর কর্মসূচি দেবেন। সরকারের পক্ষ থেকে জানানো হয়েছে, প্রয়োজনীয় সব ব্যবস্থা গ্রহণ করা হবে এবং দায়ীদের আইনের আওতায় আনা হবে। বিশেষজ্ঞরা মনে করেন, এ ধরনের ঘটনার পুনরাবৃত্তি রোধে সমন্বিত পরিকল্পনা প্রয়োজন। রাজধানীর বিভিন্ন এলাকায় সংশ্লিষ্ট কর্মকর্তারা জানান, বিষয়টি নিয়ে দীর্ঘদিন ধরে আলোচনা চলছে এবং দ্রুত সমাধানের উদ্যোগ নেওয়া হয়েছে। স্থানীয় বাসিন্দারা বলেন, পরিস্থিতির উন্নতি না হলে তারা আরও কঠোর কর্মসূচি দেবেন। সরকারের পক্ষ থেকে জানানো হয়েছে, প্রয়োজনীয় সব ব্যবস্থা গ্রহণ করা হবে এবং দায়ীদের আইনের আওতায় আনা হবে। বিশেষজ্ঞরা মনে করেন, এ ধরনের ঘটনার পুনরাবৃত্তি রোধে সমন্বিত পরিকল্পনা প্রয়োজন।: [24, 441, 241, 548]
continued-label: প্রথম পৃষ্ঠার পর: [110, 824, 154, 833]
article-text: রাজধানীর বিভিন্ন এলাকায় সংশ্লিষ্ট কর্মকর্তারা জানান, বিষয়টি নিয়ে দীর্ঘদিন ধরে আলোচনা চলছে এবং দ্রুত সমাধানের উদ্যোগ নেওয়া হয়েছে। স্থানীয় বাসিন্দারা বলেন, পরিস্থিতির উন্নতি না হলে তারা আরও কঠোর কর্মসূচি দেবেন। সরকারের পক্ষ থেকে জানানো হয়েছে, প্রয়োজনীয় সব ব্যবস্থা গ্রহণ করা হবে এবং দায়ীদের আইনের আওতায় আনা হবে। বিশেষজ্ঞরা মনে করেন, এ ধরনের ঘটনার পুনরাবৃত্তি রোধে সমন্বিত পরিকল্পনা প্রয়োজন। রাজধানীর বিভিন্ন এলাকায় সংশ্লিষ্ট কর্মকর্তারা জানান, বিষয়টি নিয়ে দীর্ঘদিন ধরে আলোচনা চলছে এবং দ্রুত সমাধানের উদ্যোগ নেওয়া হয়েছে। স্থানীয় বাসিন্দারা বলেন, পরিস্থিতির উন্নতি না হলে তারা আরও কঠোর কর্মসূচি দেবেন। সরকারের পক্ষ থেকে জানানো হয়েছে, প্রয়োজনীয় সব ব্যবস্থা গ্রহণ করা হবে এবং দায়ীদের আইনের আওতায় আনা হবে। বিশেষজ্ঞরা মনে করেন, এ ধরনের ঘটনার পুনরাবৃত্তি রোধে সমন্বিত পরিকল্পনা প্রয়োজন।: [715, 222, 936, 329]
article-text: রাজধানীর বিভিন্ন এলাকায় সংশ্লিষ্ট কর্মকর্তারা জানান, বিষয়টি নিয়ে দীর্ঘদিন ধরে আলোচনা চলছে এবং দ্রুত সমাধানের উদ্যোগ নেওয়া হয়েছে। স্থানীয় বাসিন্দারা বলেন, পরিস্থিতির উন্নতি না হলে তারা আরও কঠোর কর্মসূচি দেবেন। সরকারের পক্ষ থেকে জানানো হয়েছে, প্রয়োজনীয় সব ব্যবস্থা গ্রহণ করা হবে এবং দায়ীদের আইনের আওতায় আনা হবে। বিশেষজ্ঞরা মনে করেন, এ ধরনের ঘটনার পুনরাবৃত্তি রোধে সমন্বিত পরিকল্পনা প্রয়োজন। রাজধানীর বিভিন্ন এলাকায় সংশ্লিষ্ট কর্মকর্তারা জানান, বিষয়টি নিয়ে দীর্ঘদিন ধরে আলোচনা চলছে এবং দ্রুত সমাধানের উদ্যোগ নেওয়া হয়েছে। স্থানীয় বাসিন্দারা বলেন, পরিস্থিতির উন্নতি না হলে তারা আরও কঠোর কর্মসূচি দেবেন। সরকারের পক্ষ থেকে জানানো হয়েছে, প্রয়োজনীয় সব ব্যবস্থা গ্রহণ করা হবে এবং দায়ীদের আইনের আওতায় আনা হবে। বিশেষজ্ঞরা মনে করেন, এ ধরনের ঘটনার পুনরাবৃত্তি রোধে সমন্বিত পরিকল্পনা প্রয়োজন।: [24, 1166, 241, 1272]
article-amin-dhoni: [261, 443, 465, 1073]
article-text: রাজধানীর বিভিন্ন এলাকায় সংশ্লিষ্ট কর্মকর্তারা জানান, বিষয়টি নিয়ে দীর্ঘদিন ধরে আলোচনা চলছে এবং দ্রুত সমাধানের উদ্যোগ নেওয়া হয়েছে। স্থানীয় বাসিন্দারা বলেন, পরিস্থিতির উন্নতি না হলে তারা আরও কঠোর কর্মসূচি দেবেন। সরকারের পক্ষ থেকে জানানো হয়েছে, প্রয়োজনীয় সব ব্যবস্থা গ্রহণ করা হবে এবং দায়ীদের আইনের আওতায় আনা হবে। বিশেষজ্ঞরা মনে করেন, এ ধরনের ঘটনার পুনরাবৃত্তি রোধে সমন্বিত পরিকল্পনা প্রয়োজন। রাজধানীর বিভিন্ন এলাকায় সংশ্লিষ্ট কর্মকর্তারা জানান, বিষয়টি নিয়ে দীর্ঘদিন ধরে আলোচনা চলছে এবং দ্রুত সমাধানের উদ্যোগ নেওয়া হয়েছে। স্থানীয় বাসিন্দারা বলেন, পরিস্থিতির উন্নতি না হলে তারা আরও কঠোর কর্মসূচি দেবেন। সরকারের পক্ষ থেকে জানানো হয়েছে, প্রয়োজনীয় সব ব্যবস্থা গ্রহণ করা হবে এবং দায়ীদের আইনের আওতায় আনা হবে। বিশেষজ্ঞরা মনে করেন, এ ধরনের ঘটনার পুনরাবৃত্তি রোধে সমন্বিত পরিকল্পনা প্রয়োজন।: [24, 2251, 241, 2356]
article-text: রাজধানীর বিভিন্ন এলাকায় সংশ্লিষ্ট কর্মকর্তারা জানান, বিষয়টি নিয়ে দীর্ঘদিন ধরে আলোচনা চলছে এবং দ্রুত সমাধানের উদ্যোগ নেওয়া হয়েছে। স্থানীয় বাসিন্দারা বলেন, পরিস্থিতির উন্নতি না হলে তারা আরও কঠোর কর্মসূচি দেবেন। সরকারের পক্ষ থেকে জানানো হয়েছে, প্রয়োজনীয় সব ব্যবস্থা গ্রহণ করা হবে এবং দায়ীদের আইনের আওতায় আনা হবে। বিশেষজ্ঞরা মনে করেন, এ ধরনের ঘটনার পুনরাবৃত্তি রোধে সমন্বিত পরিকল্পনা প্রয়োজন। রাজধানীর বিভিন্ন এলাকায় সংশ্লিষ্ট কর্মকর্তারা জানান, বিষয়টি নিয়ে দীর্ঘদিন ধরে আলোচনা চলছে এবং দ্রুত সমাধানের উদ্যোগ নেওয়া হয়েছে। স্থানীয় বাসিন্দারা বলেন, পরিস্থিতির উন্নতি না হলে তারা আরও কঠোর কর্মসূচি দেবেন। সরকারের পক্ষ থেকে জানানো হয়েছে, প্রয়োজনীয় সব ব্যবস্থা গ্রহণ করা হবে এবং দায়ীদের আইনের আওতায় আনা হবে। বিশেষজ্ঞরা মনে করেন, এ ধরনের ঘটনার পুনরাবৃত্তি রোধে সমন্বিত পরিকল্পনা প্রয়োজন।: [261, 1770, 465, 1886]
column-4: [709, 77, 936, 2362]
headline-rebuild: বাংলাদেশকে নতুন করে গড়ে তোলার: [46, 783, 219, 819]
article-text: রাজধানীর বিভিন্ন এলাকায় সংশ্লিষ্ট কর্মকর্তারা জানান, বিষয়টি নিয়ে দীর্ঘদিন ধরে আলোচনা চলছে এবং দ্রুত সমাধানের উদ্যোগ নেওয়া হয়েছে। স্থানীয় বাসিন্দারা বলেন, পরিস্থিতির উন্নতি না হলে তারা আরও কঠোর কর্মসূচি দেবেন। সরকারের পক্ষ থেকে জানানো হয়েছে, প্রয়োজনীয় সব ব্যবস্থা গ্রহণ করা হবে এবং দায়ীদের আইনের আওতায় আনা হবে। বিশেষজ্ঞরা মনে করেন, এ ধরনের ঘটনার পুনরাবৃত্তি রোধে সমন্বিত পরিকল্পনা প্রয়োজন। রাজধানীর বিভিন্ন এলাকায় সংশ্লিষ্ট কর্মকর্তারা জানান, বিষয়টি নিয়ে দীর্ঘদিন ধরে আলোচনা চলছে এবং দ্রুত সমাধানের উদ্যোগ নেওয়া হয়েছে। স্থানীয় বাসিন্দারা বলেন, পরিস্থিতির উন্নতি না হলে তারা আরও কঠোর কর্মসূচি দেবেন। সরকারের পক্ষ থেকে জানানো হয়েছে, প্রয়োজনীয় সব ব্যবস্থা গ্রহণ করা হবে এবং দায়ীদের আইনের আওতায় আনা হবে। বিশেষজ্ঞরা মনে করেন, এ ধরনের ঘটনার পুনরাবৃত্তি রোধে সমন্বিত পরিকল্পনা প্রয়োজন।: [24, 1056, 241, 1163]
article-text: রাজধানীর বিভিন্ন এলাকায় সংশ্লিষ্ট কর্মকর্তারা জানান, বিষয়টি নিয়ে দীর্ঘদিন ধরে আলোচনা চলছে এবং দ্রুত সমাধানের উদ্যোগ নেওয়া হয়েছে। স্থানীয় বাসিন্দারা বলেন, পরিস্থিতির উন্নতি না হলে তারা আরও কঠোর কর্মসূচি দেবেন। সরকারের পক্ষ থেকে জানানো হয়েছে, প্রয়োজনীয় সব ব্যবস্থা গ্রহণ করা হবে এবং দায়ীদের আইনের আওতায় আনা হবে। বিশেষজ্ঞরা মনে করেন, এ ধরনের ঘটনার পুনরাবৃত্তি রোধে সমন্বিত পরিকল্পনা প্রয়োজন। রাজধানীর বিভিন্ন এলাকায় সংশ্লিষ্ট কর্মকর্তারা জানান, বিষয়টি নিয়ে দীর্ঘদিন ধরে আলোচনা চলছে এবং দ্রুত সমাধানের উদ্যোগ নেওয়া হয়েছে। স্থানীয় বাসিন্দারা বলেন, পরিস্থিতির উন্নতি না হলে তারা আরও কঠোর কর্মসূচি দেবেন। সরকারের পক্ষ থেকে জানানো হয়েছে, প্রয়োজনীয় সব ব্যবস্থা গ্রহণ করা হবে এবং দায়ীদের আইনের আওতায় আনা হবে। বিশেষজ্ঞরা মনে করেন, এ ধরনের ঘটনার পুনরাবৃত্তি রোধে সমন্বিত পরিকল্পনা প্রয়োজন।: [261, 78, 465, 194]
continued-label: প্রথম পৃষ্ঠার পর: [804, 1585, 847, 1594]
headline-ajhari: আজহারকে মুক্তি না দিলে ৩: [504, 304, 676, 322]
headline-environment: সুন্দর ভবিষ্যতের জন্য পরিবেশের সুরক্ষা: [726, 612, 925, 649]
headline-ramadan: রমজান ও গরমে লোডশেডিং হবে: [724, 1294, 927, 1312]
headline-dudok-1: দুদকের মামলায় ১৮ সাব-রেজিস্ট্রার: [28, 1666, 237, 1683]
headline-border: বাংলাদেশ-ভারত সীমান্ত নিয়ে: [43, 77, 222, 94]
article-text: রাজধানীর বিভিন্ন এলাকায় সংশ্লিষ্ট কর্মকর্তারা জানান, বিষয়টি নিয়ে দীর্ঘদিন ধরে আলোচনা চলছে এবং দ্রুত সমাধানের উদ্যোগ নেওয়া হয়েছে। স্থানীয় বাসিন্দারা বলেন, পরিস্থিতির উন্নতি না হলে তারা আরও কঠোর কর্মসূচি দেবেন। সরকারের পক্ষ থেকে জানানো হয়েছে, প্রয়োজনীয় সব ব্যবস্থা গ্রহণ করা হবে এবং দায়ীদের আইনের আওতায় আনা হবে। বিশেষজ্ঞরা মনে করেন, এ ধরনের ঘটনার পুনরাবৃত্তি রোধে সমন্বিত পরিকল্পনা প্রয়োজন। রাজধানীর বিভিন্ন এলাকায় সংশ্লিষ্ট কর্মকর্তারা জানান, বিষয়টি নিয়ে দীর্ঘদিন ধরে আলোচনা চলছে এবং দ্রুত সমাধানের উদ্যোগ নেওয়া হয়েছে। স্থানীয় বাসিন্দারা বলেন, পরিস্থিতির উন্নতি না হলে তারা আরও কঠোর কর্মসূচি দেবেন। সরকারের পক্ষ থেকে জানানো হয়েছে, প্রয়োজনীয় সব ব্যবস্থা গ্রহণ করা হবে এবং দায়ীদের আইনের আওতায় আনা হবে। বিশেষজ্ঞরা মনে করেন, এ ধরনের ঘটনার পুনরাবৃত্তি রোধে সমন্বিত পরিকল্পনা প্রয়োজন।: [485, 1284, 695, 1390]
page-label: পৃষ্ঠা: [191, 36, 202, 52]
column-1: [24, 77, 248, 2576]
article-capital-market: [485, 572, 695, 1719]
headline-savar: সাভারে বকেয়া বেতনের দাবিতে ২: [29, 1288, 236, 1307]
article-dudok-2: [715, 1562, 936, 2362]
article-dudok-1: [24, 1666, 241, 2576]
article-text: রাজধানীর বিভিন্ন এলাকায় সংশ্লিষ্ট কর্মকর্তারা জানান, বিষয়টি নিয়ে দীর্ঘদিন ধরে আলোচনা চলছে এবং দ্রুত সমাধানের উদ্যোগ নেওয়া হয়েছে। স্থানীয় বাসিন্দারা বলেন, পরিস্থিতির উন্নতি না হলে তারা আরও কঠোর কর্মসূচি দেবেন। সরকারের পক্ষ থেকে জানানো হয়েছে, প্রয়োজনীয় সব ব্যবস্থা গ্রহণ করা হবে এবং দায়ীদের আইনের আওতায় আনা হবে। বিশেষজ্ঞরা মনে করেন, এ ধরনের ঘটনার পুনরাবৃত্তি রোধে সমন্বিত পরিকল্পনা প্রয়োজন। রাজধানীর বিভিন্ন এলাকায় সংশ্লিষ্ট কর্মকর্তারা জানান, বিষয়টি নিয়ে দীর্ঘদিন ধরে আলোচনা চলছে এবং দ্রুত সমাধানের উদ্যোগ নেওয়া হয়েছে। স্থানীয় বাসিন্দারা বলেন, পরিস্থিতির উন্নতি না হলে তারা আরও কঠোর কর্মসূচি দেবেন। সরকারের পক্ষ থেকে জানানো হয়েছে, প্রয়োজনীয় সব ব্যবস্থা গ্রহণ করা হবে এবং দায়ীদের আইনের আওতায় আনা হবে। বিশেষজ্ঞরা মনে করেন, এ ধরনের ঘটনার পুনরাবৃত্তি রোধে সমন্বিত পরিকল্পনা প্রয়োজন।: [261, 1483, 465, 1599]
article-text: রাজধানীর বিভিন্ন এলাকায় সংশ্লিষ্ট কর্মকর্তারা জানান, বিষয়টি নিয়ে দীর্ঘদিন ধরে আলোচনা চলছে এবং দ্রুত সমাধানের উদ্যোগ নেওয়া হয়েছে। স্থানীয় বাসিন্দারা বলেন, পরিস্থিতির উন্নতি না হলে তারা আরও কঠোর কর্মসূচি দেবেন। সরকারের পক্ষ থেকে জানানো হয়েছে, প্রয়োজনীয় সব ব্যবস্থা গ্রহণ করা হবে এবং দায়ীদের আইনের আওতায় আনা হবে। বিশেষজ্ঞরা মনে করেন, এ ধরনের ঘটনার পুনরাবৃত্তি রোধে সমন্বিত পরিকল্পনা প্রয়োজন। রাজধানীর বিভিন্ন এলাকায় সংশ্লিষ্ট কর্মকর্তারা জানান, বিষয়টি নিয়ে দীর্ঘদিন ধরে আলোচনা চলছে এবং দ্রুত সমাধানের উদ্যোগ নেওয়া হয়েছে। স্থানীয় বাসিন্দারা বলেন, পরিস্থিতির উন্নতি না হলে তারা আরও কঠোর কর্মসূচি দেবেন। সরকারের পক্ষ থেকে জানানো হয়েছে, প্রয়োজনীয় সব ব্যবস্থা গ্রহণ করা হবে এবং দায়ীদের আইনের আওতায় আনা হবে। বিশেষজ্ঞরা মনে করেন, এ ধরনের ঘটনার পুনরাবৃত্তি রোধে সমন্বিত পরিকল্পনা প্রয়োজন।: [24, 1702, 241, 1808]
article-text: রাজধানীর বিভিন্ন এলাকায় সংশ্লিষ্ট কর্মকর্তারা জানান, বিষয়টি নিয়ে দীর্ঘদিন ধরে আলোচনা চলছে এবং দ্রুত সমাধানের উদ্যোগ নেওয়া হয়েছে। স্থানীয় বাসিন্দারা বলেন, পরিস্থিতির উন্নতি না হলে তারা আরও কঠোর কর্মসূচি দেবেন। সরকারের পক্ষ থেকে জানানো হয়েছে, প্রয়োজনীয় সব ব্যবস্থা গ্রহণ করা হবে এবং দায়ীদের আইনের আওতায় আনা হবে। বিশেষজ্ঞরা মনে করেন, এ ধরনের ঘটনার পুনরাবৃত্তি রোধে সমন্বিত পরিকল্পনা প্রয়োজন। রাজধানীর বিভিন্ন এলাকায় সংশ্লিষ্ট কর্মকর্তারা জানান, বিষয়টি নিয়ে দীর্ঘদিন ধরে আলোচনা চলছে এবং দ্রুত সমাধানের উদ্যোগ নেওয়া হয়েছে। স্থানীয় বাসিন্দারা বলেন, পরিস্থিতির উন্নতি না হলে তারা আরও কঠোর কর্মসূচি দেবেন। সরকারের পক্ষ থেকে জানানো হয়েছে, প্রয়োজনীয় সব ব্যবস্থা গ্রহণ করা হবে এবং দায়ীদের আইনের আওতায় আনা হবে। বিশেষজ্ঞরা মনে করেন, এ ধরনের ঘটনার পুনরাবৃত্তি রোধে সমন্বিত পরিকল্পনা প্রয়োজন।: [24, 2360, 241, 2466]
continued-label: প্রথম পৃষ্ঠার পর: [110, 99, 154, 108]
continued-label: প্রথম পৃষ্ঠার পর: [804, 1317, 847, 1326]
continued-label: প্রথম পৃষ্ঠার পর: [341, 1111, 385, 1120]
article-text: রাজধানীর বিভিন্ন এলাকায় সংশ্লিষ্ট কর্মকর্তারা জানান, বিষয়টি নিয়ে দীর্ঘদিন ধরে আলোচনা চলছে এবং দ্রুত সমাধানের উদ্যোগ নেওয়া হয়েছে। স্থানীয় বাসিন্দারা বলেন, পরিস্থিতির উন্নতি না হলে তারা আরও কঠোর কর্মসূচি দেবেন। সরকারের পক্ষ থেকে জানানো হয়েছে, প্রয়োজনীয় সব ব্যবস্থা গ্রহণ করা হবে এবং দায়ীদের আইনের আওতায় আনা হবে। বিশেষজ্ঞরা মনে করেন, এ ধরনের ঘটনার পুনরাবৃত্তি রোধে সমন্বিত পরিকল্পনা প্রয়োজন। রাজধানীর বিভিন্ন এলাকায় সংশ্লিষ্ট কর্মকর্তারা জানান, বিষয়টি নিয়ে দীর্ঘদিন ধরে আলোচনা চলছে এবং দ্রুত সমাধানের উদ্যোগ নেওয়া হয়েছে। স্থানীয় বাসিন্দারা বলেন, পরিস্থিতির উন্নতি না হলে তারা আরও কঠোর কর্মসূচি দেবেন। সরকারের পক্ষ থেকে জানানো হয়েছে, প্রয়োজনীয় সব ব্যবস্থা গ্রহণ করা হবে এবং দায়ীদের আইনের আওতায় আনা হবে। বিশেষজ্ঞরা মনে করেন, এ ধরনের ঘটনার পুনরাবৃত্তি রোধে সমন্বিত পরিকল্পনা প্রয়োজন।: [485, 78, 695, 183]
article-text: রাজধানীর বিভিন্ন এলাকায় সংশ্লিষ্ট কর্মকর্তারা জানান, বিষয়টি নিয়ে দীর্ঘদিন ধরে আলোচনা চলছে এবং দ্রুত সমাধানের উদ্যোগ নেওয়া হয়েছে। স্থানীয় বাসিন্দারা বলেন, পরিস্থিতির উন্নতি না হলে তারা আরও কঠোর কর্মসূচি দেবেন। সরকারের পক্ষ থেকে জানানো হয়েছে, প্রয়োজনীয় সব ব্যবস্থা গ্রহণ করা হবে এবং দায়ীদের আইনের আওতায় আনা হবে। বিশেষজ্ঞরা মনে করেন, এ ধরনের ঘটনার পুনরাবৃত্তি রোধে সমন্বিত পরিকল্পনা প্রয়োজন। রাজধানীর বিভিন্ন এলাকায় সংশ্লিষ্ট কর্মকর্তারা জানান, বিষয়টি নিয়ে দীর্ঘদিন ধরে আলোচনা চলছে এবং দ্রুত সমাধানের উদ্যোগ নেওয়া হয়েছে। স্থানীয় বাসিন্দারা বলেন, পরিস্থিতির উন্নতি না হলে তারা আরও কঠোর কর্মসূচি দেবেন। সরকারের পক্ষ থেকে জানানো হয়েছে, প্রয়োজনীয় সব ব্যবস্থা গ্রহণ করা হবে এবং দায়ীদের আইনের আওতায় আনা হবে। বিশেষজ্ঞরা মনে করেন, এ ধরনের ঘটনার পুনরাবৃত্তি রোধে সমন্বিত পরিকল্পনা প্রয়োজন।: [715, 2147, 936, 2253]
article-text: রাজধানীর বিভিন্ন এলাকায় সংশ্লিষ্ট কর্মকর্তারা জানান, বিষয়টি নিয়ে দীর্ঘদিন ধরে আলোচনা চলছে এবং দ্রুত সমাধানের উদ্যোগ নেওয়া হয়েছে। স্থানীয় বাসিন্দারা বলেন, পরিস্থিতির উন্নতি না হলে তারা আরও কঠোর কর্মসূচি দেবেন। সরকারের পক্ষ থেকে জানানো হয়েছে, প্রয়োজনীয় সব ব্যবস্থা গ্রহণ করা হবে এবং দায়ীদের আইনের আওতায় আনা হবে। বিশেষজ্ঞরা মনে করেন, এ ধরনের ঘটনার পুনরাবৃত্তি রোধে সমন্বিত পরিকল্পনা প্রয়োজন। রাজধানীর বিভিন্ন এলাকায় সংশ্লিষ্ট কর্মকর্তারা জানান, বিষয়টি নিয়ে দীর্ঘদিন ধরে আলোচনা চলছে এবং দ্রুত সমাধানের উদ্যোগ নেওয়া হয়েছে। স্থানীয় বাসিন্দারা বলেন, পরিস্থিতির উন্নতি না হলে তারা আরও কঠোর কর্মসূচি দেবেন। সরকারের পক্ষ থেকে জানানো হয়েছে, প্রয়োজনীয় সব ব্যবস্থা গ্রহণ করা হবে এবং দায়ীদের আইনের আওতায় আনা হবে। বিশেষজ্ঞরা মনে করেন, এ ধরনের ঘটনার পুনরাবৃত্তি রোধে সমন্বিত পরিকল্পনা প্রয়োজন।: [485, 1394, 695, 1500]
article-text: রাজধানীর বিভিন্ন এলাকায় সংশ্লিষ্ট কর্মকর্তারা জানান, বিষয়টি নিয়ে দীর্ঘদিন ধরে আলোচনা চলছে এবং দ্রুত সমাধানের উদ্যোগ নেওয়া হয়েছে। স্থানীয় বাসিন্দারা বলেন, পরিস্থিতির উন্নতি না হলে তারা আরও কঠোর কর্মসূচি দেবেন। সরকারের পক্ষ থেকে জানানো হয়েছে, প্রয়োজনীয় সব ব্যবস্থা গ্রহণ করা হবে এবং দায়ীদের আইনের আওতায় আনা হবে। বিশেষজ্ঞরা মনে করেন, এ ধরনের ঘটনার পুনরাবৃত্তি রোধে সমন্বিত পরিকল্পনা প্রয়োজন। রাজধানীর বিভিন্ন এলাকায় সংশ্লিষ্ট কর্মকর্তারা জানান, বিষয়টি নিয়ে দীর্ঘদিন ধরে আলোচনা চলছে এবং দ্রুত সমাধানের উদ্যোগ নেওয়া হয়েছে। স্থানীয় বাসিন্দারা বলেন, পরিস্থিতির উন্নতি না হলে তারা আরও কঠোর কর্মসূচি দেবেন। সরকারের পক্ষ থেকে জানানো হয়েছে, প্রয়োজনীয় সব ব্যবস্থা গ্রহণ করা হবে এবং দায়ীদের আইনের আওতায় আনা হবে। বিশেষজ্ঞরা মনে করেন, এ ধরনের ঘটনার পুনরাবৃত্তি রোধে সমন্বিত পরিকল্পনা প্রয়োজন।: [715, 490, 936, 597]
article-text: রাজধানীর বিভিন্ন এলাকায় সংশ্লিষ্ট কর্মকর্তারা জানান, বিষয়টি নিয়ে দীর্ঘদিন ধরে আলোচনা চলছে এবং দ্রুত সমাধানের উদ্যোগ নেওয়া হয়েছে। স্থানীয় বাসিন্দারা বলেন, পরিস্থিতির উন্নতি না হলে তারা আরও কঠোর কর্মসূচি দেবেন। সরকারের পক্ষ থেকে জানানো হয়েছে, প্রয়োজনীয় সব ব্যবস্থা গ্রহণ করা হবে এবং দায়ীদের আইনের আওতায় আনা হবে। বিশেষজ্ঞরা মনে করেন, এ ধরনের ঘটনার পুনরাবৃত্তি রোধে সমন্বিত পরিকল্পনা প্রয়োজন। রাজধানীর বিভিন্ন এলাকায় সংশ্লিষ্ট কর্মকর্তারা জানান, বিষয়টি নিয়ে দীর্ঘদিন ধরে আলোচনা চলছে এবং দ্রুত সমাধানের উদ্যোগ নেওয়া হয়েছে। স্থানীয় বাসিন্দারা বলেন, পরিস্থিতির উন্নতি না হলে তারা আরও কঠোর কর্মসূচি দেবেন। সরকারের পক্ষ থেকে জানানো হয়েছে, প্রয়োজনীয় সব ব্যবস্থা গ্রহণ করা হবে এবং দায়ীদের আইনের আওতায় আনা হবে। বিশেষজ্ঞরা মনে করেন, এ ধরনের ঘটনার পুনরাবৃত্তি রোধে সমন্বিত পরিকল্পনা প্রয়োজন।: [24, 222, 241, 329]
article-border: [24, 77, 241, 768]
headline-awami-league: আওয়ামী লীগ: [319, 1614, 406, 1632]
article-text: রাজধানীর বিভিন্ন এলাকায় সংশ্লিষ্ট কর্মকর্তারা জানান, বিষয়টি নিয়ে দীর্ঘদিন ধরে আলোচনা চলছে এবং দ্রুত সমাধানের উদ্যোগ নেওয়া হয়েছে। স্থানীয় বাসিন্দারা বলেন, পরিস্থিতির উন্নতি না হলে তারা আরও কঠোর কর্মসূচি দেবেন। সরকারের পক্ষ থেকে জানানো হয়েছে, প্রয়োজনীয় সব ব্যবস্থা গ্রহণ করা হবে এবং দায়ীদের আইনের আওতায় আনা হবে। বিশেষজ্ঞরা মনে করেন, এ ধরনের ঘটনার পুনরাবৃত্তি রোধে সমন্বিত পরিকল্পনা প্রয়োজন। রাজধানীর বিভিন্ন এলাকায় সংশ্লিষ্ট কর্মকর্তারা জানান, বিষয়টি নিয়ে দীর্ঘদিন ধরে আলোচনা চলছে এবং দ্রুত সমাধানের উদ্যোগ নেওয়া হয়েছে। স্থানীয় বাসিন্দারা বলেন, পরিস্থিতির উন্নতি না হলে তারা আরও কঠোর কর্মসূচি দেবেন। সরকারের পক্ষ থেকে জানানো হয়েছে, প্রয়োজনীয় সব ব্যবস্থা গ্রহণ করা হবে এবং দায়ীদের আইনের আওতায় আনা হবে। বিশেষজ্ঞরা মনে করেন, এ ধরনের ঘটনার পুনরাবৃত্তি রোধে সমন্বিত পরিকল্পনা প্রয়োজন।: [485, 955, 695, 1061]
article-text: রাজধানীর বিভিন্ন এলাকায় সংশ্লিষ্ট কর্মকর্তারা জানান, বিষয়টি নিয়ে দীর্ঘদিন ধরে আলোচনা চলছে এবং দ্রুত সমাধানের উদ্যোগ নেওয়া হয়েছে। স্থানীয় বাসিন্দারা বলেন, পরিস্থিতির উন্নতি না হলে তারা আরও কঠোর কর্মসূচি দেবেন। সরকারের পক্ষ থেকে জানানো হয়েছে, প্রয়োজনীয় সব ব্যবস্থা গ্রহণ করা হবে এবং দায়ীদের আইনের আওতায় আনা হবে। বিশেষজ্ঞরা মনে করেন, এ ধরনের ঘটনার পুনরাবৃত্তি রোধে সমন্বিত পরিকল্পনা প্রয়োজন। রাজধানীর বিভিন্ন এলাকায় সংশ্লিষ্ট কর্মকর্তারা জানান, বিষয়টি নিয়ে দীর্ঘদিন ধরে আলোচনা চলছে এবং দ্রুত সমাধানের উদ্যোগ নেওয়া হয়েছে। স্থানীয় বাসিন্দারা বলেন, পরিস্থিতির উন্নতি না হলে তারা আরও কঠোর কর্মসূচি দেবেন। সরকারের পক্ষ থেকে জানানো হয়েছে, প্রয়োজনীয় সব ব্যবস্থা গ্রহণ করা হবে এবং দায়ীদের আইনের আওতায় আনা হবে। বিশেষজ্ঞরা মনে করেন, এ ধরনের ঘটনার পুনরাবৃত্তি রোধে সমন্বিত পরিকল্পনা প্রয়োজন।: [261, 1124, 465, 1240]
continued-label: প্রথম পৃষ্ঠার পর: [804, 367, 847, 376]
article-text: রাজধানীর বিভিন্ন এলাকায় সংশ্লিষ্ট কর্মকর্তারা জানান, বিষয়টি নিয়ে দীর্ঘদিন ধরে আলোচনা চলছে এবং দ্রুত সমাধানের উদ্যোগ নেওয়া হয়েছে। স্থানীয় বাসিন্দারা বলেন, পরিস্থিতির উন্নতি না হলে তারা আরও কঠোর কর্মসূচি দেবেন। সরকারের পক্ষ থেকে জানানো হয়েছে, প্রয়োজনীয় সব ব্যবস্থা গ্রহণ করা হবে এবং দায়ীদের আইনের আওতায় আনা হবে। বিশেষজ্ঞরা মনে করেন, এ ধরনের ঘটনার পুনরাবৃত্তি রোধে সমন্বিত পরিকল্পনা প্রয়োজন। রাজধানীর বিভিন্ন এলাকায় সংশ্লিষ্ট কর্মকর্তারা জানান, বিষয়টি নিয়ে দীর্ঘদিন ধরে আলোচনা চলছে এবং দ্রুত সমাধানের উদ্যোগ নেওয়া হয়েছে। স্থানীয় বাসিন্দারা বলেন, পরিস্থিতির উন্নতি না হলে তারা আরও কঠোর কর্মসূচি দেবেন। সরকারের পক্ষ থেকে জানানো হয়েছে, প্রয়োজনীয় সব ব্যবস্থা গ্রহণ করা হবে এবং দায়ীদের আইনের আওতায় আনা হবে। বিশেষজ্ঞরা মনে করেন, এ ধরনের ঘটনার পুনরাবৃত্তি রোধে সমন্বিত পরিকল্পনা প্রয়োজন।: [261, 837, 465, 953]
page-number: ২: [217, 23, 240, 64]
article-text: রাজধানীর বিভিন্ন এলাকায় সংশ্লিষ্ট কর্মকর্তারা জানান, বিষয়টি নিয়ে দীর্ঘদিন ধরে আলোচনা চলছে এবং দ্রুত সমাধানের উদ্যোগ নেওয়া হয়েছে। স্থানীয় বাসিন্দারা বলেন, পরিস্থিতির উন্নতি না হলে তারা আরও কঠোর কর্মসূচি দেবেন। সরকারের পক্ষ থেকে জানানো হয়েছে, প্রয়োজনীয় সব ব্যবস্থা গ্রহণ করা হবে এবং দায়ীদের আইনের আওতায় আনা হবে। বিশেষজ্ঞরা মনে করেন, এ ধরনের ঘটনার পুনরাবৃত্তি রোধে সমন্বিত পরিকল্পনা প্রয়োজন। রাজধানীর বিভিন্ন এলাকায় সংশ্লিষ্ট কর্মকর্তারা জানান, বিষয়টি নিয়ে দীর্ঘদিন ধরে আলোচনা চলছে এবং দ্রুত সমাধানের উদ্যোগ নেওয়া হয়েছে। স্থানীয় বাসিন্দারা বলেন, পরিস্থিতির উন্নতি না হলে তারা আরও কঠোর কর্মসূচি দেবেন। সরকারের পক্ষ থেকে জানানো হয়েছে, প্রয়োজনীয় সব ব্যবস্থা গ্রহণ করা হবে এবং দায়ীদের আইনের আওতায় আনা হবে। বিশেষজ্ঞরা মনে করেন, এ ধরনের ঘটনার পুনরাবৃত্তি রোধে সমন্বিত পরিকল্পনা প্রয়োজন।: [715, 1331, 936, 1437]
continued-label: প্রথম পৃষ্ঠার পর: [568, 613, 612, 621]
headline-dudok-2: দুদকের মামলায় ১৮ সাব-রেজিস্ট্রার: [721, 1562, 930, 1580]
article-text: রাজধানীর বিভিন্ন এলাকায় সংশ্লিষ্ট কর্মকর্তারা জানান, বিষয়টি নিয়ে দীর্ঘদিন ধরে আলোচনা চলছে এবং দ্রুত সমাধানের উদ্যোগ নেওয়া হয়েছে। স্থানীয় বাসিন্দারা বলেন, পরিস্থিতির উন্নতি না হলে তারা আরও কঠোর কর্মসূচি দেবেন। সরকারের পক্ষ থেকে জানানো হয়েছে, প্রয়োজনীয় সব ব্যবস্থা গ্রহণ করা হবে এবং দায়ীদের আইনের আওতায় আনা হবে। বিশেষজ্ঞরা মনে করেন, এ ধরনের ঘটনার পুনরাবৃত্তি রোধে সমন্বিত পরিকল্পনা প্রয়োজন। রাজধানীর বিভিন্ন এলাকায় সংশ্লিষ্ট কর্মকর্তারা জানান, বিষয়টি নিয়ে দীর্ঘদিন ধরে আলোচনা চলছে এবং দ্রুত সমাধানের উদ্যোগ নেওয়া হয়েছে। স্থানীয় বাসিন্দারা বলেন, পরিস্থিতির উন্নতি না হলে তারা আরও কঠোর কর্মসূচি দেবেন। সরকারের পক্ষ থেকে জানানো হয়েছে, প্রয়োজনীয় সব ব্যবস্থা গ্রহণ করা হবে এবং দায়ীদের আইনের আওতায় আনা হবে। বিশেষজ্ঞরা মনে করেন, এ ধরনের ঘটনার পুনরাবৃত্তি রোধে সমন্বিত পরিকল্পনা প্রয়োজন।: [485, 736, 695, 842]
article-text: রাজধানীর বিভিন্ন এলাকায় সংশ্লিষ্ট কর্মকর্তারা জানান, বিষয়টি নিয়ে দীর্ঘদিন ধরে আলোচনা চলছে এবং দ্রুত সমাধানের উদ্যোগ নেওয়া হয়েছে। স্থানীয় বাসিন্দারা বলেন, পরিস্থিতির উন্নতি না হলে তারা আরও কঠোর কর্মসূচি দেবেন। সরকারের পক্ষ থেকে জানানো হয়েছে, প্রয়োজনীয় সব ব্যবস্থা গ্রহণ করা হবে এবং দায়ীদের আইনের আওতায় আনা হবে। বিশেষজ্ঞরা মনে করেন, এ ধরনের ঘটনার পুনরাবৃত্তি রোধে সমন্বিত পরিকল্পনা প্রয়োজন। রাজধানীর বিভিন্ন এলাকায় সংশ্লিষ্ট কর্মকর্তারা জানান, বিষয়টি নিয়ে দীর্ঘদিন ধরে আলোচনা চলছে এবং দ্রুত সমাধানের উদ্যোগ নেওয়া হয়েছে। স্থানীয় বাসিন্দারা বলেন, পরিস্থিতির উন্নতি না হলে তারা আরও কঠোর কর্মসূচি দেবেন। সরকারের পক্ষ থেকে জানানো হয়েছে, প্রয়োজনীয় সব ব্যবস্থা গ্রহণ করা হবে এবং দায়ীদের আইনের আওতায় আনা হবে। বিশেষজ্ঞরা মনে করেন, এ ধরনের ঘটনার পুনরাবৃত্তি রোধে সমন্বিত পরিকল্পনা প্রয়োজন।: [715, 886, 936, 992]
article-text: রাজধানীর বিভিন্ন এলাকায় সংশ্লিষ্ট কর্মকর্তারা জানান, বিষয়টি নিয়ে দীর্ঘদিন ধরে আলোচনা চলছে এবং দ্রুত সমাধানের উদ্যোগ নেওয়া হয়েছে। স্থানীয় বাসিন্দারা বলেন, পরিস্থিতির উন্নতি না হলে তারা আরও কঠোর কর্মসূচি দেবেন। সরকারের পক্ষ থেকে জানানো হয়েছে, প্রয়োজনীয় সব ব্যবস্থা গ্রহণ করা হবে এবং দায়ীদের আইনের আওতায় আনা হবে। বিশেষজ্ঞরা মনে করেন, এ ধরনের ঘটনার পুনরাবৃত্তি রোধে সমন্বিত পরিকল্পনা প্রয়োজন। রাজধানীর বিভিন্ন এলাকায় সংশ্লিষ্ট কর্মকর্তারা জানান, বিষয়টি নিয়ে দীর্ঘদিন ধরে আলোচনা চলছে এবং দ্রুত সমাধানের উদ্যোগ নেওয়া হয়েছে। স্থানীয় বাসিন্দারা বলেন, পরিস্থিতির উন্নতি না হলে তারা আরও কঠোর কর্মসূচি দেবেন। সরকারের পক্ষ থেকে জানানো হয়েছে, প্রয়োজনীয় সব ব্যবস্থা গ্রহণ করা হবে এবং দায়ীদের আইনের আওতায় আনা হবে। বিশেষজ্ঞরা মনে করেন, এ ধরনের ঘটনার পুনরাবৃত্তি রোধে সমন্বিত পরিকল্পনা প্রয়োজন।: [485, 845, 695, 952]
continued-label: প্রথম পৃষ্ঠার পর: [568, 326, 612, 335]
article-text: রাজধানীর বিভিন্ন এলাকায় সংশ্লিষ্ট কর্মকর্তারা জানান, বিষয়টি নিয়ে দীর্ঘদিন ধরে আলোচনা চলছে এবং দ্রুত সমাধানের উদ্যোগ নেওয়া হয়েছে। স্থানীয় বাসিন্দারা বলেন, পরিস্থিতির উন্নতি না হলে তারা আরও কঠোর কর্মসূচি দেবেন। সরকারের পক্ষ থেকে জানানো হয়েছে, প্রয়োজনীয় সব ব্যবস্থা গ্রহণ করা হবে এবং দায়ীদের আইনের আওতায় আনা হবে। বিশেষজ্ঞরা মনে করেন, এ ধরনের ঘটনার পুনরাবৃত্তি রোধে সমন্বিত পরিকল্পনা প্রয়োজন। রাজধানীর বিভিন্ন এলাকায় সংশ্লিষ্ট কর্মকর্তারা জানান, বিষয়টি নিয়ে দীর্ঘদিন ধরে আলোচনা চলছে এবং দ্রুত সমাধানের উদ্যোগ নেওয়া হয়েছে। স্থানীয় বাসিন্দারা বলেন, পরিস্থিতির উন্নতি না হলে তারা আরও কঠোর কর্মসূচি দেবেন। সরকারের পক্ষ থেকে জানানো হয়েছে, প্রয়োজনীয় সব ব্যবস্থা গ্রহণ করা হবে এবং দায়ীদের আইনের আওতায় আনা হবে। বিশেষজ্ঞরা মনে করেন, এ ধরনের ঘটনার পুনরাবৃত্তি রোধে সমন্বিত পরিকল্পনা প্রয়োজন।: [715, 1818, 936, 1924]
column-3: [478, 77, 702, 1719]
article-text: রাজধানীর বিভিন্ন এলাকায় সংশ্লিষ্ট কর্মকর্তারা জানান, বিষয়টি নিয়ে দীর্ঘদিন ধরে আলোচনা চলছে এবং দ্রুত সমাধানের উদ্যোগ নেওয়া হয়েছে। স্থানীয় বাসিন্দারা বলেন, পরিস্থিতির উন্নতি না হলে তারা আরও কঠোর কর্মসূচি দেবেন। সরকারের পক্ষ থেকে জানানো হয়েছে, প্রয়োজনীয় সব ব্যবস্থা গ্রহণ করা হবে এবং দায়ীদের আইনের আওতায় আনা হবে। বিশেষজ্ঞরা মনে করেন, এ ধরনের ঘটনার পুনরাবৃত্তি রোধে সমন্বিত পরিকল্পনা প্রয়োজন। রাজধানীর বিভিন্ন এলাকায় সংশ্লিষ্ট কর্মকর্তারা জানান, বিষয়টি নিয়ে দীর্ঘদিন ধরে আলোচনা চলছে এবং দ্রুত সমাধানের উদ্যোগ নেওয়া হয়েছে। স্থানীয় বাসিন্দারা বলেন, পরিস্থিতির উন্নতি না হলে তারা আরও কঠোর কর্মসূচি দেবেন। সরকারের পক্ষ থেকে জানানো হয়েছে, প্রয়োজনীয় সব ব্যবস্থা গ্রহণ করা হবে এবং দায়ীদের আইনের আওতায় আনা হবে। বিশেষজ্ঞরা মনে করেন, এ ধরনের ঘটনার পুনরাবৃত্তি রোধে সমন্বিত পরিকল্পনা প্রয়োজন।: [24, 113, 241, 219]
article-text: রাজধানীর বিভিন্ন এলাকায় সংশ্লিষ্ট কর্মকর্তারা জানান, বিষয়টি নিয়ে দীর্ঘদিন ধরে আলোচনা চলছে এবং দ্রুত সমাধানের উদ্যোগ নেওয়া হয়েছে। স্থানীয় বাসিন্দারা বলেন, পরিস্থিতির উন্নতি না হলে তারা আরও কঠোর কর্মসূচি দেবেন। সরকারের পক্ষ থেকে জানানো হয়েছে, প্রয়োজনীয় সব ব্যবস্থা গ্রহণ করা হবে এবং দায়ীদের আইনের আওতায় আনা হবে। বিশেষজ্ঞরা মনে করেন, এ ধরনের ঘটনার পুনরাবৃত্তি রোধে সমন্বিত পরিকল্পনা প্রয়োজন। রাজধানীর বিভিন্ন এলাকায় সংশ্লিষ্ট কর্মকর্তারা জানান, বিষয়টি নিয়ে দীর্ঘদিন ধরে আলোচনা চলছে এবং দ্রুত সমাধানের উদ্যোগ নেওয়া হয়েছে। স্থানীয় বাসিন্দারা বলেন, পরিস্থিতির উন্নতি না হলে তারা আরও কঠোর কর্মসূচি দেবেন। সরকারের পক্ষ থেকে জানানো হয়েছে, প্রয়োজনীয় সব ব্যবস্থা গ্রহণ করা হবে এবং দায়ীদের আইনের আওতায় আনা হবে। বিশেষজ্ঞরা মনে করেন, এ ধরনের ঘটনার পুনরাবৃত্তি রোধে সমন্বিত পরিকল্পনা প্রয়োজন।: [24, 332, 241, 438]
article-debt: [715, 1008, 936, 1280]
continued-label: প্রথম পৃষ্ঠার পর: [341, 1637, 385, 1646]
continued-label: প্রথম পৃষ্ঠার পর: [110, 1688, 154, 1697]
section-title: খবরের শেষাংশ: [253, 32, 414, 64]
article-text: রাজধানীর বিভিন্ন এলাকায় সংশ্লিষ্ট কর্মকর্তারা জানান, বিষয়টি নিয়ে দীর্ঘদিন ধরে আলোচনা চলছে এবং দ্রুত সমাধানের উদ্যোগ নেওয়া হয়েছে। স্থানীয় বাসিন্দারা বলেন, পরিস্থিতির উন্নতি না হলে তারা আরও কঠোর কর্মসূচি দেবেন। সরকারের পক্ষ থেকে জানানো হয়েছে, প্রয়োজনীয় সব ব্যবস্থা গ্রহণ করা হবে এবং দায়ীদের আইনের আওতায় আনা হবে। বিশেষজ্ঞরা মনে করেন, এ ধরনের ঘটনার পুনরাবৃত্তি রোধে সমন্বিত পরিকল্পনা প্রয়োজন। রাজধানীর বিভিন্ন এলাকায় সংশ্লিষ্ট কর্মকর্তারা জানান, বিষয়টি নিয়ে দীর্ঘদিন ধরে আলোচনা চলছে এবং দ্রুত সমাধানের উদ্যোগ নেওয়া হয়েছে। স্থানীয় বাসিন্দারা বলেন, পরিস্থিতির উন্নতি না হলে তারা আরও কঠোর কর্মসূচি দেবেন। সরকারের পক্ষ থেকে জানানো হয়েছে, প্রয়োজনীয় সব ব্যবস্থা গ্রহণ করা হবে এবং দায়ীদের আইনের আওতায় আনা হবে। বিশেষজ্ঞরা মনে করেন, এ ধরনের ঘটনার পুনরাবৃত্তি রোধে সমন্বিত পরিকল্পনা প্রয়োজন।: [24, 2470, 241, 2576]
continued-label: প্রথম পৃষ্ঠার পর: [341, 465, 385, 474]
article-text: রাজধানীর বিভিন্ন এলাকায় সংশ্লিষ্ট কর্মকর্তারা জানান, বিষয়টি নিয়ে দীর্ঘদিন ধরে আলোচনা চলছে এবং দ্রুত সমাধানের উদ্যোগ নেওয়া হয়েছে। স্থানীয় বাসিন্দারা বলেন, পরিস্থিতির উন্নতি না হলে তারা আরও কঠোর কর্মসূচি দেবেন। সরকারের পক্ষ থেকে জানানো হয়েছে, প্রয়োজনীয় সব ব্যবস্থা গ্রহণ করা হবে এবং দায়ীদের আইনের আওতায় আনা হবে। বিশেষজ্ঞরা মনে করেন, এ ধরনের ঘটনার পুনরাবৃত্তি রোধে সমন্বিত পরিকল্পনা প্রয়োজন। রাজধানীর বিভিন্ন এলাকায় সংশ্লিষ্ট কর্মকর্তারা জানান, বিষয়টি নিয়ে দীর্ঘদিন ধরে আলোচনা চলছে এবং দ্রুত সমাধানের উদ্যোগ নেওয়া হয়েছে। স্থানীয় বাসিন্দারা বলেন, পরিস্থিতির উন্নতি না হলে তারা আরও কঠোর কর্মসূচি দেবেন। সরকারের পক্ষ থেকে জানানো হয়েছে, প্রয়োজনীয় সব ব্যবস্থা গ্রহণ করা হবে এবং দায়ীদের আইনের আওতায় আনা হবে। বিশেষজ্ঞরা মনে করেন, এ ধরনের ঘটনার পুনরাবৃত্তি রোধে সমন্বিত পরিকল্পনা প্রয়োজন।: [485, 1504, 695, 1610]
article-text: রাজধানীর বিভিন্ন এলাকায় সংশ্লিষ্ট কর্মকর্তারা জানান, বিষয়টি নিয়ে দীর্ঘদিন ধরে আলোচনা চলছে এবং দ্রুত সমাধানের উদ্যোগ নেওয়া হয়েছে। স্থানীয় বাসিন্দারা বলেন, পরিস্থিতির উন্নতি না হলে তারা আরও কঠোর কর্মসূচি দেবেন। সরকারের পক্ষ থেকে জানানো হয়েছে, প্রয়োজনীয় সব ব্যবস্থা গ্রহণ করা হবে এবং দায়ীদের আইনের আওতায় আনা হবে। বিশেষজ্ঞরা মনে করেন, এ ধরনের ঘটনার পুনরাবৃত্তি রোধে সমন্বিত পরিকল্পনা প্রয়োজন। রাজধানীর বিভিন্ন এলাকায় সংশ্লিষ্ট কর্মকর্তারা জানান, বিষয়টি নিয়ে দীর্ঘদিন ধরে আলোচনা চলছে এবং দ্রুত সমাধানের উদ্যোগ নেওয়া হয়েছে। স্থানীয় বাসিন্দারা বলেন, পরিস্থিতির উন্নতি না হলে তারা আরও কঠোর কর্মসূচি দেবেন। সরকারের পক্ষ থেকে জানানো হয়েছে, প্রয়োজনীয় সব ব্যবস্থা গ্রহণ করা হবে এবং দায়ীদের আইনের আওতায় আনা হবে। বিশেষজ্ঞরা মনে করেন, এ ধরনের ঘটনার পুনরাবৃত্তি রোধে সমন্বিত পরিকল্পনা প্রয়োজন।: [715, 113, 936, 219]
headline-seven-companies: ৭ কোম্পানির উদ্যোক্তা: [293, 1088, 433, 1106]
article-environment: [715, 613, 936, 993]
article-text: রাজধানীর বিভিন্ন এলাকায় সংশ্লিষ্ট কর্মকর্তারা জানান, বিষয়টি নিয়ে দীর্ঘদিন ধরে আলোচনা চলছে এবং দ্রুত সমাধানের উদ্যোগ নেওয়া হয়েছে। স্থানীয় বাসিন্দারা বলেন, পরিস্থিতির উন্নতি না হলে তারা আরও কঠোর কর্মসূচি দেবেন। সরকারের পক্ষ থেকে জানানো হয়েছে, প্রয়োজনীয় সব ব্যবস্থা গ্রহণ করা হবে এবং দায়ীদের আইনের আওতায় আনা হবে। বিশেষজ্ঞরা মনে করেন, এ ধরনের ঘটনার পুনরাবৃত্তি রোধে সমন্বিত পরিকল্পনা প্রয়োজন। রাজধানীর বিভিন্ন এলাকায় সংশ্লিষ্ট কর্মকর্তারা জানান, বিষয়টি নিয়ে দীর্ঘদিন ধরে আলোচনা চলছে এবং দ্রুত সমাধানের উদ্যোগ নেওয়া হয়েছে। স্থানীয় বাসিন্দারা বলেন, পরিস্থিতির উন্নতি না হলে তারা আরও কঠোর কর্মসূচি দেবেন। সরকারের পক্ষ থেকে জানানো হয়েছে, প্রয়োজনীয় সব ব্যবস্থা গ্রহণ করা হবে এবং দায়ীদের আইনের আওতায় আনা হবে। বিশেষজ্ঞরা মনে করেন, এ ধরনের ঘটনার পুনরাবৃত্তি রোধে সমন্বিত পরিকল্পনা প্রয়োজন।: [24, 552, 241, 657]
article-text: রাজধানীর বিভিন্ন এলাকায় সংশ্লিষ্ট কর্মকর্তারা জানান, বিষয়টি নিয়ে দীর্ঘদিন ধরে আলোচনা চলছে এবং দ্রুত সমাধানের উদ্যোগ নেওয়া হয়েছে। স্থানীয় বাসিন্দারা বলেন, পরিস্থিতির উন্নতি না হলে তারা আরও কঠোর কর্মসূচি দেবেন। সরকারের পক্ষ থেকে জানানো হয়েছে, প্রয়োজনীয় সব ব্যবস্থা গ্রহণ করা হবে এবং দায়ীদের আইনের আওতায় আনা হবে। বিশেষজ্ঞরা মনে করেন, এ ধরনের ঘটনার পুনরাবৃত্তি রোধে সমন্বিত পরিকল্পনা প্রয়োজন। রাজধানীর বিভিন্ন এলাকায় সংশ্লিষ্ট কর্মকর্তারা জানান, বিষয়টি নিয়ে দীর্ঘদিন ধরে আলোচনা চলছে এবং দ্রুত সমাধানের উদ্যোগ নেওয়া হয়েছে। স্থানীয় বাসিন্দারা বলেন, পরিস্থিতির উন্নতি না হলে তারা আরও কঠোর কর্মসূচি দেবেন। সরকারের পক্ষ থেকে জানানো হয়েছে, প্রয়োজনীয় সব ব্যবস্থা গ্রহণ করা হবে এবং দায়ীদের আইনের আওতায় আনা হবে। বিশেষজ্ঞরা মনে করেন, এ ধরনের ঘটনার পুনরাবৃত্তি রোধে সমন্বিত পরিকল্পনা প্রয়োজন।: [485, 187, 695, 293]
article-ramadan: [715, 1294, 936, 1547]
article-text: রাজধানীর বিভিন্ন এলাকায় সংশ্লিষ্ট কর্মকর্তারা জানান, বিষয়টি নিয়ে দীর্ঘদিন ধরে আলোচনা চলছে এবং দ্রুত সমাধানের উদ্যোগ নেওয়া হয়েছে। স্থানীয় বাসিন্দারা বলেন, পরিস্থিতির উন্নতি না হলে তারা আরও কঠোর কর্মসূচি দেবেন। সরকারের পক্ষ থেকে জানানো হয়েছে, প্রয়োজনীয় সব ব্যবস্থা গ্রহণ করা হবে এবং দায়ীদের আইনের আওতায় আনা হবে। বিশেষজ্ঞরা মনে করেন, এ ধরনের ঘটনার পুনরাবৃত্তি রোধে সমন্বিত পরিকল্পনা প্রয়োজন। রাজধানীর বিভিন্ন এলাকায় সংশ্লিষ্ট কর্মকর্তারা জানান, বিষয়টি নিয়ে দীর্ঘদিন ধরে আলোচনা চলছে এবং দ্রুত সমাধানের উদ্যোগ নেওয়া হয়েছে। স্থানীয় বাসিন্দারা বলেন, পরিস্থিতির উন্নতি না হলে তারা আরও কঠোর কর্মসূচি দেবেন। সরকারের পক্ষ থেকে জানানো হয়েছে, প্রয়োজনীয় সব ব্যবস্থা গ্রহণ করা হবে এবং দায়ীদের আইনের আওতায় আনা হবে। বিশেষজ্ঞরা মনে করেন, এ ধরনের ঘটনার পুনরাবৃত্তি রোধে সমন্বিত পরিকল্পনা প্রয়োজন।: [24, 1921, 241, 2027]
article-text: রাজধানীর বিভিন্ন এলাকায় সংশ্লিষ্ট কর্মকর্তারা জানান, বিষয়টি নিয়ে দীর্ঘদিন ধরে আলোচনা চলছে এবং দ্রুত সমাধানের উদ্যোগ নেওয়া হয়েছে। স্থানীয় বাসিন্দারা বলেন, পরিস্থিতির উন্নতি না হলে তারা আরও কঠোর কর্মসূচি দেবেন। সরকারের পক্ষ থেকে জানানো হয়েছে, প্রয়োজনীয় সব ব্যবস্থা গ্রহণ করা হবে এবং দায়ীদের আইনের আওতায় আনা হবে। বিশেষজ্ঞরা মনে করেন, এ ধরনের ঘটনার পুনরাবৃত্তি রোধে সমন্বিত পরিকল্পনা প্রয়োজন। রাজধানীর বিভিন্ন এলাকায় সংশ্লিষ্ট কর্মকর্তারা জানান, বিষয়টি নিয়ে দীর্ঘদিন ধরে আলোচনা চলছে এবং দ্রুত সমাধানের উদ্যোগ নেওয়া হয়েছে। স্থানীয় বাসিন্দারা বলেন, পরিস্থিতির উন্নতি না হলে তারা আরও কঠোর কর্মসূচি দেবেন। সরকারের পক্ষ থেকে জানানো হয়েছে, প্রয়োজনীয় সব ব্যবস্থা গ্রহণ করা হবে এবং দায়ীদের আইনের আওতায় আনা হবে। বিশেষজ্ঞরা মনে করেন, এ ধরনের ঘটনার পুনরাবৃত্তি রোধে সমন্বিত পরিকল্পনা প্রয়োজন।: [485, 626, 695, 733]
article-text: রাজধানীর বিভিন্ন এলাকায় সংশ্লিষ্ট কর্মকর্তারা জানান, বিষয়টি নিয়ে দীর্ঘদিন ধরে আলোচনা চলছে এবং দ্রুত সমাধানের উদ্যোগ নেওয়া হয়েছে। স্থানীয় বাসিন্দারা বলেন, পরিস্থিতির উন্নতি না হলে তারা আরও কঠোর কর্মসূচি দেবেন। সরকারের পক্ষ থেকে জানানো হয়েছে, প্রয়োজনীয় সব ব্যবস্থা গ্রহণ করা হবে এবং দায়ীদের আইনের আওতায় আনা হবে। বিশেষজ্ঞরা মনে করেন, এ ধরনের ঘটনার পুনরাবৃত্তি রোধে সমন্বিত পরিকল্পনা প্রয়োজন। রাজধানীর বিভিন্ন এলাকায় সংশ্লিষ্ট কর্মকর্তারা জানান, বিষয়টি নিয়ে দীর্ঘদিন ধরে আলোচনা চলছে এবং দ্রুত সমাধানের উদ্যোগ নেওয়া হয়েছে। স্থানীয় বাসিন্দারা বলেন, পরিস্থিতির উন্নতি না হলে তারা আরও কঠোর কর্মসূচি দেবেন। সরকারের পক্ষ থেকে জানানো হয়েছে, প্রয়োজনীয় সব ব্যবস্থা গ্রহণ করা হবে এবং দায়ীদের আইনের আওতায় আনা হবে। বিশেষজ্ঞরা মনে করেন, এ ধরনের ঘটনার পুনরাবৃত্তি রোধে সমন্বিত পরিকল্পনা প্রয়োজন।: [261, 1889, 465, 2005]
article-seven-companies: [261, 1088, 465, 1600]
continued-label: প্রথম পৃষ্ঠার পর: [804, 653, 847, 662]
article-text: রাজধানীর বিভিন্ন এলাকায় সংশ্লিষ্ট কর্মকর্তারা জানান, বিষয়টি নিয়ে দীর্ঘদিন ধরে আলোচনা চলছে এবং দ্রুত সমাধানের উদ্যোগ নেওয়া হয়েছে। স্থানীয় বাসিন্দারা বলেন, পরিস্থিতির উন্নতি না হলে তারা আরও কঠোর কর্মসূচি দেবেন। সরকারের পক্ষ থেকে জানানো হয়েছে, প্রয়োজনীয় সব ব্যবস্থা গ্রহণ করা হবে এবং দায়ীদের আইনের আওতায় আনা হবে। বিশেষজ্ঞরা মনে করেন, এ ধরনের ঘটনার পুনরাবৃত্তি রোধে সমন্বিত পরিকল্পনা প্রয়োজন। রাজধানীর বিভিন্ন এলাকায় সংশ্লিষ্ট কর্মকর্তারা জানান, বিষয়টি নিয়ে দীর্ঘদিন ধরে আলোচনা চলছে এবং দ্রুত সমাধানের উদ্যোগ নেওয়া হয়েছে। স্থানীয় বাসিন্দারা বলেন, পরিস্থিতির উন্নতি না হলে তারা আরও কঠোর কর্মসূচি দেবেন। সরকারের পক্ষ থেকে জানানো হয়েছে, প্রয়োজনীয় সব ব্যবস্থা গ্রহণ করা হবে এবং দায়ীদের আইনের আওতায় আনা হবে। বিশেষজ্ঞরা মনে করেন, এ ধরনের ঘটনার পুনরাবৃত্তি রোধে সমন্বিত পরিকল্পনা প্রয়োজন।: [485, 1174, 695, 1280]
article-text: রাজধানীর বিভিন্ন এলাকায় সংশ্লিষ্ট কর্মকর্তারা জানান, বিষয়টি নিয়ে দীর্ঘদিন ধরে আলোচনা চলছে এবং দ্রুত সমাধানের উদ্যোগ নেওয়া হয়েছে। স্থানীয় বাসিন্দারা বলেন, পরিস্থিতির উন্নতি না হলে তারা আরও কঠোর কর্মসূচি দেবেন। সরকারের পক্ষ থেকে জানানো হয়েছে, প্রয়োজনীয় সব ব্যবস্থা গ্রহণ করা হবে এবং দায়ীদের আইনের আওতায় আনা হবে। বিশেষজ্ঞরা মনে করেন, এ ধরনের ঘটনার পুনরাবৃত্তি রোধে সমন্বিত পরিকল্পনা প্রয়োজন। রাজধানীর বিভিন্ন এলাকায় সংশ্লিষ্ট কর্মকর্তারা জানান, বিষয়টি নিয়ে দীর্ঘদিন ধরে আলোচনা চলছে এবং দ্রুত সমাধানের উদ্যোগ নেওয়া হয়েছে। স্থানীয় বাসিন্দারা বলেন, পরিস্থিতির উন্নতি না হলে তারা আরও কঠোর কর্মসূচি দেবেন। সরকারের পক্ষ থেকে জানানো হয়েছে, প্রয়োজনীয় সব ব্যবস্থা গ্রহণ করা হবে এবং দায়ীদের আইনের আওতায় আনা হবে। বিশেষজ্ঞরা মনে করেন, এ ধরনের ঘটনার পুনরাবৃত্তি রোধে সমন্বিত পরিকল্পনা প্রয়োজন।: [261, 598, 465, 714]
article-syndicate: [715, 345, 936, 597]
article-text: রাজধানীর বিভিন্ন এলাকায় সংশ্লিষ্ট কর্মকর্তারা জানান, বিষয়টি নিয়ে দীর্ঘদিন ধরে আলোচনা চলছে এবং দ্রুত সমাধানের উদ্যোগ নেওয়া হয়েছে। স্থানীয় বাসিন্দারা বলেন, পরিস্থিতির উন্নতি না হলে তারা আরও কঠোর কর্মসূচি দেবেন। সরকারের পক্ষ থেকে জানানো হয়েছে, প্রয়োজনীয় সব ব্যবস্থা গ্রহণ করা হবে এবং দায়ীদের আইনের আওতায় আনা হবে। বিশেষজ্ঞরা মনে করেন, এ ধরনের ঘটনার পুনরাবৃত্তি রোধে সমন্বিত পরিকল্পনা প্রয়োজন। রাজধানীর বিভিন্ন এলাকায় সংশ্লিষ্ট কর্মকর্তারা জানান, বিষয়টি নিয়ে দীর্ঘদিন ধরে আলোচনা চলছে এবং দ্রুত সমাধানের উদ্যোগ নেওয়া হয়েছে। স্থানীয় বাসিন্দারা বলেন, পরিস্থিতির উন্নতি না হলে তারা আরও কঠোর কর্মসূচি দেবেন। সরকারের পক্ষ থেকে জানানো হয়েছে, প্রয়োজনীয় সব ব্যবস্থা গ্রহণ করা হবে এবং দায়ীদের আইনের আওতায় আনা হবে। বিশেষজ্ঞরা মনে করেন, এ ধরনের ঘটনার পুনরাবৃত্তি রোধে সমন্বিত পরিকল্পনা প্রয়োজন।: [24, 661, 241, 767]
brand-tagline: দেশপ্রেমের অঙ্গীকার প্রতিশ্রুতি: [850, 25, 936, 33]
masthead: [24, 22, 936, 73]
article-text: রাজধানীর বিভিন্ন এলাকায় সংশ্লিষ্ট কর্মকর্তারা জানান, বিষয়টি নিয়ে দীর্ঘদিন ধরে আলোচনা চলছে এবং দ্রুত সমাধানের উদ্যোগ নেওয়া হয়েছে। স্থানীয় বাসিন্দারা বলেন, পরিস্থিতির উন্নতি না হলে তারা আরও কঠোর কর্মসূচি দেবেন। সরকারের পক্ষ থেকে জানানো হয়েছে, প্রয়োজনীয় সব ব্যবস্থা গ্রহণ করা হবে এবং দায়ীদের আইনের আওতায় আনা হবে। বিশেষজ্ঞরা মনে করেন, এ ধরনের ঘটনার পুনরাবৃত্তি রোধে সমন্বিত পরিকল্পনা প্রয়োজন। রাজধানীর বিভিন্ন এলাকায় সংশ্লিষ্ট কর্মকর্তারা জানান, বিষয়টি নিয়ে দীর্ঘদিন ধরে আলোচনা চলছে এবং দ্রুত সমাধানের উদ্যোগ নেওয়া হয়েছে। স্থানীয় বাসিন্দারা বলেন, পরিস্থিতির উন্নতি না হলে তারা আরও কঠোর কর্মসূচি দেবেন। সরকারের পক্ষ থেকে জানানো হয়েছে, প্রয়োজনীয় সব ব্যবস্থা গ্রহণ করা হবে এবং দায়ীদের আইনের আওতায় আনা হবে। বিশেষজ্ঞরা মনে করেন, এ ধরনের ঘটনার পুনরাবৃত্তি রোধে সমন্বিত পরিকল্পনা প্রয়োজন।: [715, 2256, 936, 2362]
article-text: রাজধানীর বিভিন্ন এলাকায় সংশ্লিষ্ট কর্মকর্তারা জানান, বিষয়টি নিয়ে দীর্ঘদিন ধরে আলোচনা চলছে এবং দ্রুত সমাধানের উদ্যোগ নেওয়া হয়েছে। স্থানীয় বাসিন্দারা বলেন, পরিস্থিতির উন্নতি না হলে তারা আরও কঠোর কর্মসূচি দেবেন। সরকারের পক্ষ থেকে জানানো হয়েছে, প্রয়োজনীয় সব ব্যবস্থা গ্রহণ করা হবে এবং দায়ীদের আইনের আওতায় আনা হবে। বিশেষজ্ঞরা মনে করেন, এ ধরনের ঘটনার পুনরাবৃত্তি রোধে সমন্বিত পরিকল্পনা প্রয়োজন। রাজধানীর বিভিন্ন এলাকায় সংশ্লিষ্ট কর্মকর্তারা জানান, বিষয়টি নিয়ে দীর্ঘদিন ধরে আলোচনা চলছে এবং দ্রুত সমাধানের উদ্যোগ নেওয়া হয়েছে। স্থানীয় বাসিন্দারা বলেন, পরিস্থিতির উন্নতি না হলে তারা আরও কঠোর কর্মসূচি দেবেন। সরকারের পক্ষ থেকে জানানো হয়েছে, প্রয়োজনীয় সব ব্যবস্থা গ্রহণ করা হবে এবং দায়ীদের আইনের আওতায় আনা হবে। বিশেষজ্ঞরা মনে করেন, এ ধরনের ঘটনার পুনরাবৃত্তি রোধে সমন্বিত পরিকল্পনা প্রয়োজন।: [24, 1434, 241, 1540]
article-text: রাজধানীর বিভিন্ন এলাকায় সংশ্লিষ্ট কর্মকর্তারা জানান, বিষয়টি নিয়ে দীর্ঘদিন ধরে আলোচনা চলছে এবং দ্রুত সমাধানের উদ্যোগ নেওয়া হয়েছে। স্থানীয় বাসিন্দারা বলেন, পরিস্থিতির উন্নতি না হলে তারা আরও কঠোর কর্মসূচি দেবেন। সরকারের পক্ষ থেকে জানানো হয়েছে, প্রয়োজনীয় সব ব্যবস্থা গ্রহণ করা হবে এবং দায়ীদের আইনের আওতায় আনা হবে। বিশেষজ্ঞরা মনে করেন, এ ধরনের ঘটনার পুনরাবৃত্তি রোধে সমন্বিত পরিকল্পনা প্রয়োজন। রাজধানীর বিভিন্ন এলাকায় সংশ্লিষ্ট কর্মকর্তারা জানান, বিষয়টি নিয়ে দীর্ঘদিন ধরে আলোচনা চলছে এবং দ্রুত সমাধানের উদ্যোগ নেওয়া হয়েছে। স্থানীয় বাসিন্দারা বলেন, পরিস্থিতির উন্নতি না হলে তারা আরও কঠোর কর্মসূচি দেবেন। সরকারের পক্ষ থেকে জানানো হয়েছে, প্রয়োজনীয় সব ব্যবস্থা গ্রহণ করা হবে এবং দায়ীদের আইনের আওতায় আনা হবে। বিশেষজ্ঞরা মনে করেন, এ ধরনের ঘটনার পুনরাবৃত্তি রোধে সমন্বিত পরিকল্পনা প্রয়োজন।: [485, 1064, 695, 1171]
column-2: [254, 77, 472, 2005]
article-ajhari: [485, 304, 695, 557]
article-text: রাজধানীর বিভিন্ন এলাকায় সংশ্লিষ্ট কর্মকর্তারা জানান, বিষয়টি নিয়ে দীর্ঘদিন ধরে আলোচনা চলছে এবং দ্রুত সমাধানের উদ্যোগ নেওয়া হয়েছে। স্থানীয় বাসিন্দারা বলেন, পরিস্থিতির উন্নতি না হলে তারা আরও কঠোর কর্মসূচি দেবেন। সরকারের পক্ষ থেকে জানানো হয়েছে, প্রয়োজনীয় সব ব্যবস্থা গ্রহণ করা হবে এবং দায়ীদের আইনের আওতায় আনা হবে। বিশেষজ্ঞরা মনে করেন, এ ধরনের ঘটনার পুনরাবৃত্তি রোধে সমন্বিত পরিকল্পনা প্রয়োজন। রাজধানীর বিভিন্ন এলাকায় সংশ্লিষ্ট কর্মকর্তারা জানান, বিষয়টি নিয়ে দীর্ঘদিন ধরে আলোচনা চলছে এবং দ্রুত সমাধানের উদ্যোগ নেওয়া হয়েছে। স্থানীয় বাসিন্দারা বলেন, পরিস্থিতির উন্নতি না হলে তারা আরও কঠোর কর্মসূচি দেবেন। সরকারের পক্ষ থেকে জানানো হয়েছে, প্রয়োজনীয় সব ব্যবস্থা গ্রহণ করা হবে এবং দায়ীদের আইনের আওতায় আনা হবে। বিশেষজ্ঞরা মনে করেন, এ ধরনের ঘটনার পুনরাবৃত্তি রোধে সমন্বিত পরিকল্পনা প্রয়োজন।: [715, 1063, 936, 1169]
article-text: রাজধানীর বিভিন্ন এলাকায় সংশ্লিষ্ট কর্মকর্তারা জানান, বিষয়টি নিয়ে দীর্ঘদিন ধরে আলোচনা চলছে এবং দ্রুত সমাধানের উদ্যোগ নেওয়া হয়েছে। স্থানীয় বাসিন্দারা বলেন, পরিস্থিতির উন্নতি না হলে তারা আরও কঠোর কর্মসূচি দেবেন। সরকারের পক্ষ থেকে জানানো হয়েছে, প্রয়োজনীয় সব ব্যবস্থা গ্রহণ করা হবে এবং দায়ীদের আইনের আওতায় আনা হবে। বিশেষজ্ঞরা মনে করেন, এ ধরনের ঘটনার পুনরাবৃত্তি রোধে সমন্বিত পরিকল্পনা প্রয়োজন। রাজধানীর বিভিন্ন এলাকায় সংশ্লিষ্ট কর্মকর্তারা জানান, বিষয়টি নিয়ে দীর্ঘদিন ধরে আলোচনা চলছে এবং দ্রুত সমাধানের উদ্যোগ নেওয়া হয়েছে। স্থানীয় বাসিন্দারা বলেন, পরিস্থিতির উন্নতি না হলে তারা আরও কঠোর কর্মসূচি দেবেন। সরকারের পক্ষ থেকে জানানো হয়েছে, প্রয়োজনীয় সব ব্যবস্থা গ্রহণ করা হবে এবং দায়ীদের আইনের আওতায় আনা হবে। বিশেষজ্ঞরা মনে করেন, এ ধরনের ঘটনার পুনরাবৃত্তি রোধে সমন্বিত পরিকল্পনা প্রয়োজন।: [261, 197, 465, 313]
